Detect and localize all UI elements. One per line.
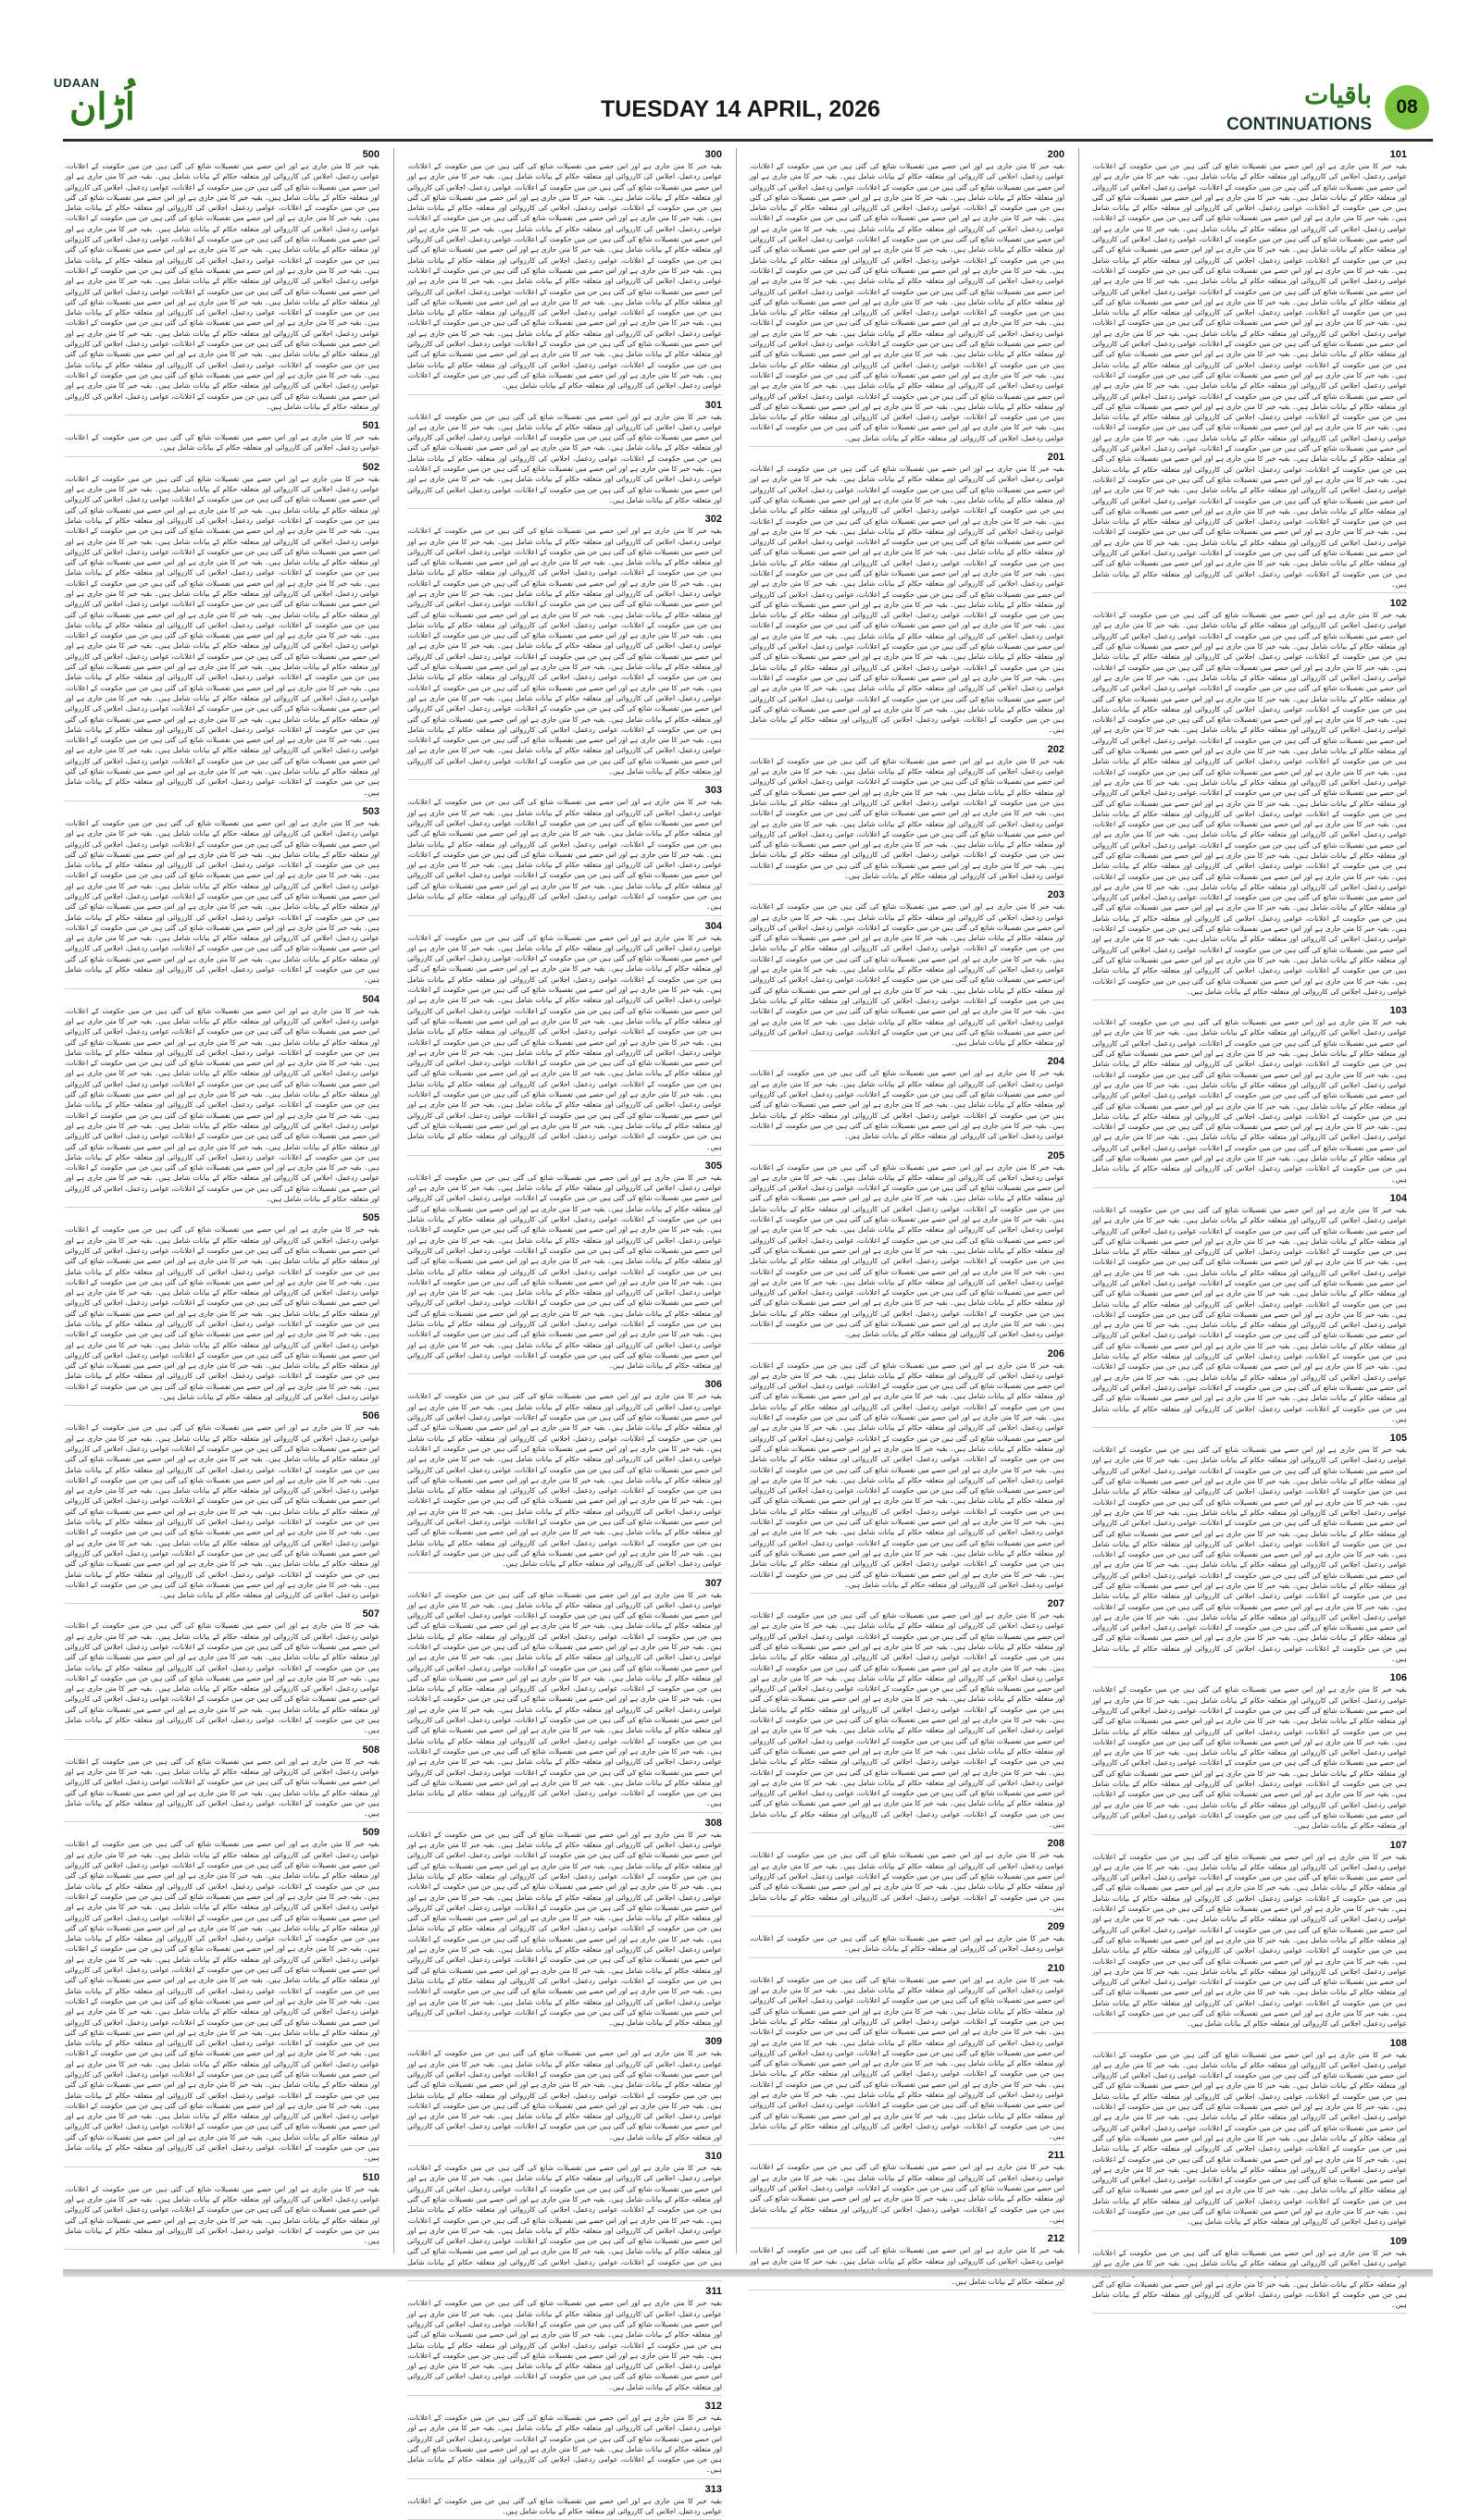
story-divider: [407, 915, 722, 916]
story-divider: [65, 415, 380, 416]
story-divider: [65, 1821, 380, 1822]
story-text: بقیہ خبر کا متن جاری ہے اور اس حصے میں تفصیلات شائع کی گئی ہیں جن میں حکومت کے اعلانات، عوامی ردعمل، اجلاس کی کارروائی اور متعلقہ حکام کے بیانات شامل ہیں۔ بقیہ خبر کا متن جاری ہے اور اس حصے میں تفصیلات شائع کی گئی ہیں جن میں حکومت کے اعلانات، عوامی ردعمل، اجلاس کی کارروائی اور متعلقہ حکام کے بیانات شامل ہیں۔ بقیہ خبر کا متن جاری ہے اور اس حصے میں تفصیلات شائع کی گئی ہیں جن میں حکومت کے اعلانات، عوامی ردعمل، اجلاس کی کارروائی اور متعلقہ حکام کے بیانات شامل ہیں۔ بقیہ خبر کا متن جاری ہے اور اس حصے میں تفصیلات شائع کی گئی ہیں جن میں حکومت کے اعلانات، عوامی ردعمل، اجلاس کی کارروائی اور متعلقہ حکام کے بیانات شامل ہیں۔ بقیہ خبر کا متن جاری ہے اور اس حصے میں تفصیلات شائع کی گئی ہیں جن میں حکومت کے اعلانات، عوامی ردعمل، اجلاس کی کارروائی اور متعلقہ حکام کے بیانات شامل ہیں۔ بقیہ خبر کا متن جاری ہے اور اس حصے میں تفصیلات شائع کی گئی ہیں جن میں حکومت کے اعلانات، عوامی ردعمل، اجلاس کی کارروائی اور متعلقہ حکام کے بیانات شامل ہیں۔ بقیہ خبر کا متن جاری ہے اور اس حصے میں تفصیلات شائع کی گئی ہیں جن میں حکومت کے اعلانات، عوامی ردعمل، اجلاس کی کارروائی اور متعلقہ حکام کے بیانات شامل ہیں۔ بقیہ خبر کا متن جاری ہے اور اس حصے میں تفصیلات شائع کی گئی ہیں جن میں حکومت کے اعلانات، عوامی ردعمل، اجلاس کی کارروائی اور متعلقہ حکام کے بیانات شامل ہیں۔ بقیہ خبر کا متن جاری ہے اور اس حصے میں تفصیلات شائع کی گئی ہیں جن میں حکومت کے اعلانات، عوامی ردعمل، اجلاس کی کارروائی اور متعلقہ حکام کے بیانات شامل ہیں۔: [750, 1975, 1064, 2141]
story-104: [1092, 1192, 1407, 1428]
story-text: بقیہ خبر کا متن جاری ہے اور اس حصے میں تفصیلات شائع کی گئی ہیں جن میں حکومت کے اعلانات، عوامی ردعمل، اجلاس کی کارروائی اور متعلقہ حکام کے بیانات شامل ہیں۔ بقیہ خبر کا متن جاری ہے اور اس حصے میں تفصیلات شائع کی گئی ہیں جن میں حکومت کے اعلانات، عوامی ردعمل، اجلاس کی کارروائی اور متعلقہ حکام کے بیانات شامل ہیں۔ بقیہ خبر کا متن جاری ہے اور اس حصے میں تفصیلات شائع کی گئی ہیں جن میں حکومت کے اعلانات، عوامی ردعمل، اجلاس کی کارروائی اور متعلقہ حکام کے بیانات شامل ہیں۔: [407, 2414, 722, 2475]
story-divider: [407, 1812, 722, 1813]
story-number: 307: [704, 1577, 722, 1589]
footer-bar: [63, 2269, 1433, 2277]
story-text: بقیہ خبر کا متن جاری ہے اور اس حصے میں تفصیلات شائع کی گئی ہیں جن میں حکومت کے اعلانات، عوامی ردعمل، اجلاس کی کارروائی اور متعلقہ حکام کے بیانات شامل ہیں۔ بقیہ خبر کا متن جاری ہے اور اس حصے میں تفصیلات شائع کی گئی ہیں جن میں حکومت کے اعلانات، عوامی ردعمل، اجلاس کی کارروائی اور متعلقہ حکام کے بیانات شامل ہیں۔ بقیہ خبر کا متن جاری ہے اور اس حصے میں تفصیلات شائع کی گئی ہیں جن میں حکومت کے اعلانات، عوامی ردعمل، اجلاس کی کارروائی اور متعلقہ حکام کے بیانات شامل ہیں۔: [750, 2163, 1064, 2224]
column-divider: [1078, 148, 1079, 2253]
story-divider: [407, 1572, 722, 1573]
story-text: بقیہ خبر کا متن جاری ہے اور اس حصے میں تفصیلات شائع کی گئی ہیں جن میں حکومت کے اعلانات، عوامی ردعمل، اجلاس کی کارروائی اور متعلقہ حکام کے بیانات شامل ہیں۔ بقیہ خبر کا متن جاری ہے اور اس حصے میں تفصیلات شائع کی گئی ہیں جن میں حکومت کے اعلانات، عوامی ردعمل، اجلاس کی کارروائی اور متعلقہ حکام کے بیانات شامل ہیں۔ بقیہ خبر کا متن جاری ہے اور اس حصے میں تفصیلات شائع کی گئی ہیں جن میں حکومت کے اعلانات، عوامی ردعمل، اجلاس کی کارروائی اور متعلقہ حکام کے بیانات شامل ہیں۔ بقیہ خبر کا متن جاری ہے اور اس حصے میں تفصیلات شائع کی گئی ہیں جن میں حکومت کے اعلانات، عوامی ردعمل، اجلاس کی کارروائی اور متعلقہ حکام کے بیانات شامل ہیں۔ بقیہ خبر کا متن جاری ہے اور اس حصے میں تفصیلات شائع کی گئی ہیں جن میں حکومت کے اعلانات، عوامی ردعمل، اجلاس کی کارروائی اور متعلقہ حکام کے بیانات شامل ہیں۔ بقیہ خبر کا متن جاری ہے اور اس حصے میں تفصیلات شائع کی گئی ہیں جن میں حکومت کے اعلانات، عوامی ردعمل، اجلاس کی کارروائی اور متعلقہ حکام کے بیانات شامل ہیں۔ بقیہ خبر کا متن جاری ہے اور اس حصے میں تفصیلات شائع کی گئی ہیں جن میں حکومت کے اعلانات، عوامی ردعمل، اجلاس کی کارروائی اور متعلقہ حکام کے بیانات شامل ہیں۔ بقیہ خبر کا متن جاری ہے اور اس حصے میں تفصیلات شائع کی گئی ہیں جن میں حکومت کے اعلانات، عوامی ردعمل، اجلاس کی کارروائی اور متعلقہ حکام کے بیانات شامل ہیں۔ بقیہ خبر کا متن جاری ہے اور اس حصے میں تفصیلات شائع کی گئی ہیں جن میں حکومت کے اعلانات، عوامی ردعمل، اجلاس کی کارروائی اور متعلقہ حکام کے بیانات شامل ہیں۔ بقیہ خبر کا متن جاری ہے اور اس حصے میں تفصیلات شائع کی گئی ہیں جن میں حکومت کے اعلانات، عوامی ردعمل، اجلاس کی کارروائی اور متعلقہ حکام کے بیانات شامل ہیں۔ بقیہ خبر کا متن جاری ہے اور اس حصے میں تفصیلات شائع کی گئی ہیں جن میں حکومت کے اعلانات، عوامی ردعمل، اجلاس کی کارروائی اور متعلقہ حکام کے بیانات شامل ہیں۔ بقیہ خبر کا متن جاری ہے اور اس حصے میں تفصیلات شائع کی گئی ہیں جن میں حکومت کے اعلانات، عوامی ردعمل، اجلاس کی کارروائی اور متعلقہ حکام کے بیانات شامل ہیں۔: [407, 933, 722, 1151]
story-number: 101: [1389, 149, 1407, 160]
story-text: بقیہ خبر کا متن جاری ہے اور اس حصے میں تفصیلات شائع کی گئی ہیں جن میں حکومت کے اعلانات، عوامی ردعمل، اجلاس کی کارروائی اور متعلقہ حکام کے بیانات شامل ہیں۔ بقیہ خبر کا متن جاری ہے اور اس حصے میں تفصیلات شائع کی گئی ہیں جن میں حکومت کے اعلانات، عوامی ردعمل، اجلاس کی کارروائی اور متعلقہ حکام کے بیانات شامل ہیں۔ بقیہ خبر کا متن جاری ہے اور اس حصے میں تفصیلات شائع کی گئی ہیں جن میں حکومت کے اعلانات، عوامی ردعمل، اجلاس کی کارروائی اور متعلقہ حکام کے بیانات شامل ہیں۔ بقیہ خبر کا متن جاری ہے اور اس حصے میں تفصیلات شائع کی گئی ہیں جن میں حکومت کے اعلانات، عوامی ردعمل، اجلاس کی کارروائی اور متعلقہ حکام کے بیانات شامل ہیں۔ بقیہ خبر کا متن جاری ہے اور اس حصے میں تفصیلات شائع کی گئی ہیں جن میں حکومت کے اعلانات، عوامی ردعمل، اجلاس کی کارروائی اور متعلقہ حکام کے بیانات شامل ہیں۔ بقیہ خبر کا متن جاری ہے اور اس حصے میں تفصیلات شائع کی گئی ہیں جن میں حکومت کے اعلانات، عوامی ردعمل، اجلاس کی کارروائی اور متعلقہ حکام کے بیانات شامل ہیں۔ بقیہ خبر کا متن جاری ہے اور اس حصے میں تفصیلات شائع کی گئی ہیں جن میں حکومت کے اعلانات، عوامی ردعمل، اجلاس کی کارروائی اور متعلقہ حکام کے بیانات شامل ہیں۔ بقیہ خبر کا متن جاری ہے اور اس حصے میں تفصیلات شائع کی گئی ہیں جن میں حکومت کے اعلانات، عوامی ردعمل، اجلاس کی کارروائی اور متعلقہ حکام کے بیانات شامل ہیں۔ بقیہ خبر کا متن جاری ہے اور اس حصے میں تفصیلات شائع کی گئی ہیں جن میں حکومت کے اعلانات، عوامی ردعمل، اجلاس کی کارروائی اور متعلقہ حکام کے بیانات شامل ہیں۔ بقیہ خبر کا متن جاری ہے اور اس حصے میں تفصیلات شائع کی گئی ہیں جن میں حکومت کے اعلانات، عوامی ردعمل، اجلاس کی کارروائی اور متعلقہ حکام کے بیانات شامل ہیں۔ بقیہ خبر کا متن جاری ہے اور اس حصے میں تفصیلات شائع کی گئی ہیں جن میں حکومت کے اعلانات، عوامی ردعمل، اجلاس کی کارروائی اور متعلقہ حکام کے بیانات شامل ہیں۔ بقیہ خبر کا متن جاری ہے اور اس حصے میں تفصیلات شائع کی گئی ہیں جن میں حکومت کے اعلانات، عوامی ردعمل، اجلاس کی کارروائی اور متعلقہ حکام کے بیانات شامل ہیں۔ بقیہ خبر کا متن جاری ہے اور اس حصے میں تفصیلات شائع کی گئی ہیں جن میں حکومت کے اعلانات، عوامی ردعمل، اجلاس کی کارروائی اور متعلقہ حکام کے بیانات شامل ہیں۔ بقیہ خبر کا متن جاری ہے اور اس حصے میں تفصیلات شائع کی گئی ہیں جن میں حکومت کے اعلانات، عوامی ردعمل، اجلاس کی کارروائی اور متعلقہ حکام کے بیانات شامل ہیں۔ بقیہ خبر کا متن جاری ہے اور اس حصے میں تفصیلات شائع کی گئی ہیں جن میں حکومت کے اعلانات، عوامی ردعمل، اجلاس کی کارروائی اور متعلقہ حکام کے بیانات شامل ہیں۔ بقیہ خبر کا متن جاری ہے اور اس حصے میں تفصیلات شائع کی گئی ہیں جن میں حکومت کے اعلانات، عوامی ردعمل، اجلاس کی کارروائی اور متعلقہ حکام کے بیانات شامل ہیں۔ بقیہ خبر کا متن جاری ہے اور اس حصے میں تفصیلات شائع کی گئی ہیں جن میں حکومت کے اعلانات، عوامی ردعمل، اجلاس کی کارروائی اور متعلقہ حکام کے بیانات شامل ہیں۔ بقیہ خبر کا متن جاری ہے اور اس حصے میں تفصیلات شائع کی گئی ہیں جن میں حکومت کے اعلانات، عوامی ردعمل، اجلاس کی کارروائی اور متعلقہ حکام کے بیانات شامل ہیں۔ بقیہ خبر کا متن جاری ہے اور اس حصے میں تفصیلات شائع کی گئی ہیں جن میں حکومت کے اعلانات، عوامی ردعمل، اجلاس کی کارروائی اور متعلقہ حکام کے بیانات شامل ہیں۔ بقیہ خبر کا متن جاری ہے اور اس حصے میں تفصیلات شائع کی گئی ہیں جن میں حکومت کے اعلانات، عوامی ردعمل، اجلاس کی کارروائی اور متعلقہ حکام کے بیانات شامل ہیں۔ بقیہ خبر کا متن جاری ہے اور اس حصے میں تفصیلات شائع کی گئی ہیں جن میں حکومت کے اعلانات، عوامی ردعمل، اجلاس کی کارروائی اور متعلقہ حکام کے بیانات شامل ہیں۔ بقیہ خبر کا متن جاری ہے اور اس حصے میں تفصیلات شائع کی گئی ہیں جن میں حکومت کے اعلانات، عوامی ردعمل، اجلاس کی کارروائی اور متعلقہ حکام کے بیانات شامل ہیں۔: [1092, 611, 1407, 996]
story-510: [65, 2171, 380, 2251]
story-divider: [750, 1957, 1064, 1958]
story-number: 304: [704, 920, 722, 932]
story-divider: [65, 1207, 380, 1208]
story-text: بقیہ خبر کا متن جاری ہے اور اس حصے میں تفصیلات شائع کی گئی ہیں جن میں حکومت کے اعلانات، عوامی ردعمل، اجلاس کی کارروائی اور متعلقہ حکام کے بیانات شامل ہیں۔ بقیہ خبر کا متن جاری ہے اور اس حصے میں تفصیلات شائع کی گئی ہیں جن میں حکومت کے اعلانات، عوامی ردعمل، اجلاس کی کارروائی اور متعلقہ حکام کے بیانات شامل ہیں۔ بقیہ خبر کا متن جاری ہے اور اس حصے میں تفصیلات شائع کی گئی ہیں جن میں حکومت کے اعلانات، عوامی ردعمل، اجلاس کی کارروائی اور متعلقہ حکام کے بیانات شامل ہیں۔ بقیہ خبر کا متن جاری ہے اور اس حصے میں تفصیلات شائع کی گئی ہیں جن میں حکومت کے اعلانات، عوامی ردعمل، اجلاس کی کارروائی اور متعلقہ حکام کے بیانات شامل ہیں۔ بقیہ خبر کا متن جاری ہے اور اس حصے میں تفصیلات شائع کی گئی ہیں جن میں حکومت کے اعلانات، عوامی ردعمل، اجلاس کی کارروائی اور متعلقہ حکام کے بیانات شامل ہیں۔ بقیہ خبر کا متن جاری ہے اور اس حصے میں تفصیلات شائع کی گئی ہیں جن میں حکومت کے اعلانات، عوامی ردعمل، اجلاس کی کارروائی اور متعلقہ حکام کے بیانات شامل ہیں۔ بقیہ خبر کا متن جاری ہے اور اس حصے میں تفصیلات شائع کی گئی ہیں جن میں حکومت کے اعلانات، عوامی ردعمل، اجلاس کی کارروائی اور متعلقہ حکام کے بیانات شامل ہیں۔ بقیہ خبر کا متن جاری ہے اور اس حصے میں تفصیلات شائع کی گئی ہیں جن میں حکومت کے اعلانات، عوامی ردعمل، اجلاس کی کارروائی اور متعلقہ حکام کے بیانات شامل ہیں۔ بقیہ خبر کا متن جاری ہے اور اس حصے میں تفصیلات شائع کی گئی ہیں جن میں حکومت کے اعلانات، عوامی ردعمل، اجلاس کی کارروائی اور متعلقہ حکام کے بیانات شامل ہیں۔ بقیہ خبر کا متن جاری ہے اور اس حصے میں تفصیلات شائع کی گئی ہیں جن میں حکومت کے اعلانات، عوامی ردعمل، اجلاس کی کارروائی اور متعلقہ حکام کے بیانات شامل ہیں۔ بقیہ خبر کا متن جاری ہے اور اس حصے میں تفصیلات شائع کی گئی ہیں جن میں حکومت کے اعلانات، عوامی ردعمل، اجلاس کی کارروائی اور متعلقہ حکام کے بیانات شامل ہیں۔ بقیہ خبر کا متن جاری ہے اور اس حصے میں تفصیلات شائع کی گئی ہیں جن میں حکومت کے اعلانات، عوامی ردعمل، اجلاس کی کارروائی اور متعلقہ حکام کے بیانات شامل ہیں۔: [750, 1611, 1064, 1830]
story-text: بقیہ خبر کا متن جاری ہے اور اس حصے میں تفصیلات شائع کی گئی ہیں جن میں حکومت کے اعلانات، عوامی ردعمل، اجلاس کی کارروائی اور متعلقہ حکام کے بیانات شامل ہیں۔ بقیہ خبر کا متن جاری ہے اور اس حصے میں تفصیلات شائع کی گئی ہیں جن میں حکومت کے اعلانات، عوامی ردعمل، اجلاس کی کارروائی اور متعلقہ حکام کے بیانات شامل ہیں۔ بقیہ خبر کا متن جاری ہے اور اس حصے میں تفصیلات شائع کی گئی ہیں جن میں حکومت کے اعلانات، عوامی ردعمل، اجلاس کی کارروائی اور متعلقہ حکام کے بیانات شامل ہیں۔ بقیہ خبر کا متن جاری ہے اور اس حصے میں تفصیلات شائع کی گئی ہیں جن میں حکومت کے اعلانات، عوامی ردعمل، اجلاس کی کارروائی اور متعلقہ حکام کے بیانات شامل ہیں۔ بقیہ خبر کا متن جاری ہے اور اس حصے میں تفصیلات شائع کی گئی ہیں جن میں حکومت کے اعلانات، عوامی ردعمل، اجلاس کی کارروائی اور متعلقہ حکام کے بیانات شامل ہیں۔ بقیہ خبر کا متن جاری ہے اور اس حصے میں تفصیلات شائع کی گئی ہیں جن میں حکومت کے اعلانات، عوامی ردعمل، اجلاس کی کارروائی اور متعلقہ حکام کے بیانات شامل ہیں۔ بقیہ خبر کا متن جاری ہے اور اس حصے میں تفصیلات شائع کی گئی ہیں جن میں حکومت کے اعلانات، عوامی ردعمل، اجلاس کی کارروائی اور متعلقہ حکام کے بیانات شامل ہیں۔ بقیہ خبر کا متن جاری ہے اور اس حصے میں تفصیلات شائع کی گئی ہیں جن میں حکومت کے اعلانات، عوامی ردعمل، اجلاس کی کارروائی اور متعلقہ حکام کے بیانات شامل ہیں۔ بقیہ خبر کا متن جاری ہے اور اس حصے میں تفصیلات شائع کی گئی ہیں جن میں حکومت کے اعلانات، عوامی ردعمل، اجلاس کی کارروائی اور متعلقہ حکام کے بیانات شامل ہیں۔ بقیہ خبر کا متن جاری ہے اور اس حصے میں تفصیلات شائع کی گئی ہیں جن میں حکومت کے اعلانات، عوامی ردعمل، اجلاس کی کارروائی اور متعلقہ حکام کے بیانات شامل ہیں۔ بقیہ خبر کا متن جاری ہے اور اس حصے میں تفصیلات شائع کی گئی ہیں جن میں حکومت کے اعلانات، عوامی ردعمل، اجلاس کی کارروائی اور متعلقہ حکام کے بیانات شامل ہیں۔ بقیہ خبر کا متن جاری ہے اور اس حصے میں تفصیلات شائع کی گئی ہیں جن میں حکومت کے اعلانات، عوامی ردعمل، اجلاس کی کارروائی اور متعلقہ حکام کے بیانات شامل ہیں۔ بقیہ خبر کا متن جاری ہے اور اس حصے میں تفصیلات شائع کی گئی ہیں جن میں حکومت کے اعلانات، عوامی ردعمل، اجلاس کی کارروائی اور متعلقہ حکام کے بیانات شامل ہیں۔ بقیہ خبر کا متن جاری ہے اور اس حصے میں تفصیلات شائع کی گئی ہیں جن میں حکومت کے اعلانات، عوامی ردعمل، اجلاس کی کارروائی اور متعلقہ حکام کے بیانات شامل ہیں۔ بقیہ خبر کا متن جاری ہے اور اس حصے میں تفصیلات شائع کی گئی ہیں جن میں حکومت کے اعلانات، عوامی ردعمل، اجلاس کی کارروائی اور متعلقہ حکام کے بیانات شامل ہیں۔ بقیہ خبر کا متن جاری ہے اور اس حصے میں تفصیلات شائع کی گئی ہیں جن میں حکومت کے اعلانات، عوامی ردعمل، اجلاس کی کارروائی اور متعلقہ حکام کے بیانات شامل ہیں۔ بقیہ خبر کا متن جاری ہے اور اس حصے میں تفصیلات شائع کی گئی ہیں جن میں حکومت کے اعلانات، عوامی ردعمل، اجلاس کی کارروائی اور متعلقہ حکام کے بیانات شامل ہیں۔ بقیہ خبر کا متن جاری ہے اور اس حصے میں تفصیلات شائع کی گئی ہیں جن میں حکومت کے اعلانات، عوامی ردعمل، اجلاس کی کارروائی اور متعلقہ حکام کے بیانات شامل ہیں۔ بقیہ خبر کا متن جاری ہے اور اس حصے میں تفصیلات شائع کی گئی ہیں جن میں حکومت کے اعلانات، عوامی ردعمل، اجلاس کی کارروائی اور متعلقہ حکام کے بیانات شامل ہیں۔ بقیہ خبر کا متن جاری ہے اور اس حصے میں تفصیلات شائع کی گئی ہیں جن میں حکومت کے اعلانات، عوامی ردعمل، اجلاس کی کارروائی اور متعلقہ حکام کے بیانات شامل ہیں۔ بقیہ خبر کا متن جاری ہے اور اس حصے میں تفصیلات شائع کی گئی ہیں جن میں حکومت کے اعلانات، عوامی ردعمل، اجلاس کی کارروائی اور متعلقہ حکام کے بیانات شامل ہیں۔ بقیہ خبر کا متن جاری ہے اور اس حصے میں تفصیلات شائع کی گئی ہیں جن میں حکومت کے اعلانات، عوامی ردعمل، اجلاس کی کارروائی اور متعلقہ حکام کے بیانات شامل ہیں۔ بقیہ خبر کا متن جاری ہے اور اس حصے میں تفصیلات شائع کی گئی ہیں جن میں حکومت کے اعلانات، عوامی ردعمل، اجلاس کی کارروائی اور متعلقہ حکام کے بیانات شامل ہیں۔ بقیہ خبر کا متن جاری ہے اور اس حصے میں تفصیلات شائع کی گئی ہیں جن میں حکومت کے اعلانات، عوامی ردعمل، اجلاس کی کارروائی اور متعلقہ حکام کے بیانات شامل ہیں۔: [1092, 162, 1407, 589]
story-divider: [407, 779, 722, 780]
story-divider: [750, 446, 1064, 447]
story-509: [65, 1826, 380, 2166]
story-text: بقیہ خبر کا متن جاری ہے اور اس حصے میں تفصیلات شائع کی گئی ہیں جن میں حکومت کے اعلانات، عوامی ردعمل، اجلاس کی کارروائی اور متعلقہ حکام کے بیانات شامل ہیں۔ بقیہ خبر کا متن جاری ہے اور اس حصے میں تفصیلات شائع کی گئی ہیں جن میں حکومت کے اعلانات، عوامی ردعمل، اجلاس کی کارروائی اور متعلقہ حکام کے بیانات شامل ہیں۔ بقیہ خبر کا متن جاری ہے اور اس حصے میں تفصیلات شائع کی گئی ہیں جن میں حکومت کے اعلانات، عوامی ردعمل، اجلاس کی کارروائی اور متعلقہ حکام کے بیانات شامل ہیں۔ بقیہ خبر کا متن جاری ہے اور اس حصے میں تفصیلات شائع کی گئی ہیں جن میں حکومت کے اعلانات، عوامی ردعمل، اجلاس کی کارروائی اور متعلقہ حکام کے بیانات شامل ہیں۔ بقیہ خبر کا متن جاری ہے اور اس حصے میں تفصیلات شائع کی گئی ہیں جن میں حکومت کے اعلانات، عوامی ردعمل، اجلاس کی کارروائی اور متعلقہ حکام کے بیانات شامل ہیں۔: [407, 2049, 722, 2141]
story-divider: [407, 2280, 722, 2281]
story-number: 303: [704, 785, 722, 797]
story-text: بقیہ خبر کا متن جاری ہے اور اس حصے میں تفصیلات شائع کی گئی ہیں جن میں حکومت کے اعلانات، عوامی ردعمل، اجلاس کی کارروائی اور متعلقہ حکام کے بیانات شامل ہیں۔ بقیہ خبر کا متن جاری ہے اور اس حصے میں تفصیلات شائع کی گئی ہیں جن میں حکومت کے اعلانات، عوامی ردعمل، اجلاس کی کارروائی اور متعلقہ حکام کے بیانات شامل ہیں۔ بقیہ خبر کا متن جاری ہے اور اس حصے میں تفصیلات شائع کی گئی ہیں جن میں حکومت کے اعلانات، عوامی ردعمل، اجلاس کی کارروائی اور متعلقہ حکام کے بیانات شامل ہیں۔ بقیہ خبر کا متن جاری ہے اور اس حصے میں تفصیلات شائع کی گئی ہیں جن میں حکومت کے اعلانات، عوامی ردعمل، اجلاس کی کارروائی اور متعلقہ حکام کے بیانات شامل ہیں۔ بقیہ خبر کا متن جاری ہے اور اس حصے میں تفصیلات شائع کی گئی ہیں جن میں حکومت کے اعلانات، عوامی ردعمل، اجلاس کی کارروائی اور متعلقہ حکام کے بیانات شامل ہیں۔ بقیہ خبر کا متن جاری ہے اور اس حصے میں تفصیلات شائع کی گئی ہیں جن میں حکومت کے اعلانات، عوامی ردعمل، اجلاس کی کارروائی اور متعلقہ حکام کے بیانات شامل ہیں۔ بقیہ خبر کا متن جاری ہے اور اس حصے میں تفصیلات شائع کی گئی ہیں جن میں حکومت کے اعلانات، عوامی ردعمل، اجلاس کی کارروائی اور متعلقہ حکام کے بیانات شامل ہیں۔ بقیہ خبر کا متن جاری ہے اور اس حصے میں تفصیلات شائع کی گئی ہیں جن میں حکومت کے اعلانات، عوامی ردعمل، اجلاس کی کارروائی اور متعلقہ حکام کے بیانات شامل ہیں۔ بقیہ خبر کا متن جاری ہے اور اس حصے میں تفصیلات شائع کی گئی ہیں جن میں حکومت کے اعلانات، عوامی ردعمل، اجلاس کی کارروائی اور متعلقہ حکام کے بیانات شامل ہیں۔ بقیہ خبر کا متن جاری ہے اور اس حصے میں تفصیلات شائع کی گئی ہیں جن میں حکومت کے اعلانات، عوامی ردعمل، اجلاس کی کارروائی اور متعلقہ حکام کے بیانات شامل ہیں۔ بقیہ خبر کا متن جاری ہے اور اس حصے میں تفصیلات شائع کی گئی ہیں جن میں حکومت کے اعلانات، عوامی ردعمل، اجلاس کی کارروائی اور متعلقہ حکام کے بیانات شامل ہیں۔ بقیہ خبر کا متن جاری ہے اور اس حصے میں تفصیلات شائع کی گئی ہیں جن میں حکومت کے اعلانات، عوامی ردعمل، اجلاس کی کارروائی اور متعلقہ حکام کے بیانات شامل ہیں۔ بقیہ خبر کا متن جاری ہے اور اس حصے میں تفصیلات شائع کی گئی ہیں جن میں حکومت کے اعلانات، عوامی ردعمل، اجلاس کی کارروائی اور متعلقہ حکام کے بیانات شامل ہیں۔: [407, 162, 722, 391]
story-102: [1092, 597, 1407, 1000]
story-number: 202: [1047, 743, 1064, 755]
brand-urdu-logo: اُڑان: [69, 85, 135, 129]
story-202: [750, 743, 1064, 886]
story-divider: [407, 2395, 722, 2396]
story-number: 309: [704, 2036, 722, 2048]
column-3: [407, 148, 722, 2516]
story-text: بقیہ خبر کا متن جاری ہے اور اس حصے میں تفصیلات شائع کی گئی ہیں جن میں حکومت کے اعلانات، عوامی ردعمل، اجلاس کی کارروائی اور متعلقہ حکام کے بیانات شامل ہیں۔ بقیہ خبر کا متن جاری ہے اور اس حصے میں تفصیلات شائع کی گئی ہیں جن میں حکومت کے اعلانات، عوامی ردعمل، اجلاس کی کارروائی اور متعلقہ حکام کے بیانات شامل ہیں۔ بقیہ خبر کا متن جاری ہے اور اس حصے میں تفصیلات شائع کی گئی ہیں جن میں حکومت کے اعلانات، عوامی ردعمل، اجلاس کی کارروائی اور متعلقہ حکام کے بیانات شامل ہیں۔ بقیہ خبر کا متن جاری ہے اور اس حصے میں تفصیلات شائع کی گئی ہیں جن میں حکومت کے اعلانات، عوامی ردعمل، اجلاس کی کارروائی اور متعلقہ حکام کے بیانات شامل ہیں۔ بقیہ خبر کا متن جاری ہے اور اس حصے میں تفصیلات شائع کی گئی ہیں جن میں حکومت کے اعلانات، عوامی ردعمل، اجلاس کی کارروائی اور متعلقہ حکام کے بیانات شامل ہیں۔ بقیہ خبر کا متن جاری ہے اور اس حصے میں تفصیلات شائع کی گئی ہیں جن میں حکومت کے اعلانات، عوامی ردعمل، اجلاس کی کارروائی اور متعلقہ حکام کے بیانات شامل ہیں۔: [65, 1621, 380, 1735]
story-divider: [750, 1343, 1064, 1344]
story-503: [65, 805, 380, 989]
story-501: [65, 419, 380, 457]
story-divider: [65, 1603, 380, 1604]
story-number: 502: [362, 461, 380, 473]
story-divider: [1092, 1187, 1407, 1188]
story-number: 510: [362, 2171, 380, 2183]
story-number: 200: [1047, 149, 1064, 160]
story-number: 302: [704, 514, 722, 526]
story-text: بقیہ خبر کا متن جاری ہے اور اس حصے میں تفصیلات شائع کی گئی ہیں جن میں حکومت کے اعلانات، عوامی ردعمل، اجلاس کی کارروائی اور متعلقہ حکام کے بیانات شامل ہیں۔ بقیہ خبر کا متن جاری ہے اور اس حصے میں تفصیلات شائع کی گئی ہیں جن میں حکومت کے اعلانات، عوامی ردعمل، اجلاس کی کارروائی اور متعلقہ حکام کے بیانات شامل ہیں۔ بقیہ خبر کا متن جاری ہے اور اس حصے میں تفصیلات شائع کی گئی ہیں جن میں حکومت کے اعلانات، عوامی ردعمل، اجلاس کی کارروائی اور متعلقہ حکام کے بیانات شامل ہیں۔: [65, 2184, 380, 2246]
story-208: [750, 1837, 1064, 1917]
story-number: 310: [704, 2151, 722, 2163]
story-301: [407, 399, 722, 510]
story-text: بقیہ خبر کا متن جاری ہے اور اس حصے میں تفصیلات شائع کی گئی ہیں جن میں حکومت کے اعلانات، عوامی ردعمل، اجلاس کی کارروائی اور متعلقہ حکام کے بیانات شامل ہیں۔ بقیہ خبر کا متن جاری ہے اور اس حصے میں تفصیلات شائع کی گئی ہیں جن میں حکومت کے اعلانات، عوامی ردعمل، اجلاس کی کارروائی اور متعلقہ حکام کے بیانات شامل ہیں۔ بقیہ خبر کا متن جاری ہے اور اس حصے میں تفصیلات شائع کی گئی ہیں جن میں حکومت کے اعلانات، عوامی ردعمل، اجلاس کی کارروائی اور متعلقہ حکام کے بیانات شامل ہیں۔: [65, 1757, 380, 1819]
story-text: بقیہ خبر کا متن جاری ہے اور اس حصے میں تفصیلات شائع کی گئی ہیں جن میں حکومت کے اعلانات، عوامی ردعمل، اجلاس کی کارروائی اور متعلقہ حکام کے بیانات شامل ہیں۔ بقیہ خبر کا متن جاری ہے اور اس حصے میں تفصیلات شائع کی گئی ہیں جن میں حکومت کے اعلانات، عوامی ردعمل، اجلاس کی کارروائی اور متعلقہ حکام کے بیانات شامل ہیں۔ بقیہ خبر کا متن جاری ہے اور اس حصے میں تفصیلات شائع کی گئی ہیں جن میں حکومت کے اعلانات، عوامی ردعمل، اجلاس کی کارروائی اور متعلقہ حکام کے بیانات شامل ہیں۔ بقیہ خبر کا متن جاری ہے اور اس حصے میں تفصیلات شائع کی گئی ہیں جن میں حکومت کے اعلانات، عوامی ردعمل، اجلاس کی کارروائی اور متعلقہ حکام کے بیانات شامل ہیں۔ بقیہ خبر کا متن جاری ہے اور اس حصے میں تفصیلات شائع کی گئی ہیں جن میں حکومت کے اعلانات، عوامی ردعمل، اجلاس کی کارروائی اور متعلقہ حکام کے بیانات شامل ہیں۔ بقیہ خبر کا متن جاری ہے اور اس حصے میں تفصیلات شائع کی گئی ہیں جن میں حکومت کے اعلانات، عوامی ردعمل، اجلاس کی کارروائی اور متعلقہ حکام کے بیانات شامل ہیں۔ بقیہ خبر کا متن جاری ہے اور اس حصے میں تفصیلات شائع کی گئی ہیں جن میں حکومت کے اعلانات، عوامی ردعمل، اجلاس کی کارروائی اور متعلقہ حکام کے بیانات شامل ہیں۔ بقیہ خبر کا متن جاری ہے اور اس حصے میں تفصیلات شائع کی گئی ہیں جن میں حکومت کے اعلانات، عوامی ردعمل، اجلاس کی کارروائی اور متعلقہ حکام کے بیانات شامل ہیں۔ بقیہ خبر کا متن جاری ہے اور اس حصے میں تفصیلات شائع کی گئی ہیں جن میں حکومت کے اعلانات، عوامی ردعمل، اجلاس کی کارروائی اور متعلقہ حکام کے بیانات شامل ہیں۔ بقیہ خبر کا متن جاری ہے اور اس حصے میں تفصیلات شائع کی گئی ہیں جن میں حکومت کے اعلانات، عوامی ردعمل، اجلاس کی کارروائی اور متعلقہ حکام کے بیانات شامل ہیں۔ بقیہ خبر کا متن جاری ہے اور اس حصے میں تفصیلات شائع کی گئی ہیں جن میں حکومت کے اعلانات، عوامی ردعمل، اجلاس کی کارروائی اور متعلقہ حکام کے بیانات شامل ہیں۔ بقیہ خبر کا متن جاری ہے اور اس حصے میں تفصیلات شائع کی گئی ہیں جن میں حکومت کے اعلانات، عوامی ردعمل، اجلاس کی کارروائی اور متعلقہ حکام کے بیانات شامل ہیں۔: [1092, 1446, 1407, 1664]
story-106: [1092, 1671, 1407, 1834]
story-divider: [65, 2249, 380, 2250]
story-divider: [407, 2478, 722, 2479]
story-310: [407, 2150, 722, 2281]
story-number: 205: [1047, 1149, 1064, 1161]
story-text: بقیہ خبر کا متن جاری ہے اور اس حصے میں تفصیلات شائع کی گئی ہیں جن میں حکومت کے اعلانات، عوامی ردعمل، اجلاس کی کارروائی اور متعلقہ حکام کے بیانات شامل ہیں۔ بقیہ خبر کا متن جاری ہے اور اس حصے میں تفصیلات شائع کی گئی ہیں جن میں حکومت کے اعلانات، عوامی ردعمل، اجلاس کی کارروائی اور متعلقہ حکام کے بیانات شامل ہیں۔ بقیہ خبر کا متن جاری ہے اور اس حصے میں تفصیلات شائع کی گئی ہیں جن میں حکومت کے اعلانات، عوامی ردعمل، اجلاس کی کارروائی اور متعلقہ حکام کے بیانات شامل ہیں۔ بقیہ خبر کا متن جاری ہے اور اس حصے میں تفصیلات شائع کی گئی ہیں جن میں حکومت کے اعلانات، عوامی ردعمل، اجلاس کی کارروائی اور متعلقہ حکام کے بیانات شامل ہیں۔ بقیہ خبر کا متن جاری ہے اور اس حصے میں تفصیلات شائع کی گئی ہیں جن میں حکومت کے اعلانات، عوامی ردعمل، اجلاس کی کارروائی اور متعلقہ حکام کے بیانات شامل ہیں۔ بقیہ خبر کا متن جاری ہے اور اس حصے میں تفصیلات شائع کی گئی ہیں جن میں حکومت کے اعلانات، عوامی ردعمل، اجلاس کی کارروائی اور متعلقہ حکام کے بیانات شامل ہیں۔ بقیہ خبر کا متن جاری ہے اور اس حصے میں تفصیلات شائع کی گئی ہیں جن میں حکومت کے اعلانات، عوامی ردعمل، اجلاس کی کارروائی اور متعلقہ حکام کے بیانات شامل ہیں۔ بقیہ خبر کا متن جاری ہے اور اس حصے میں تفصیلات شائع کی گئی ہیں جن میں حکومت کے اعلانات، عوامی ردعمل، اجلاس کی کارروائی اور متعلقہ حکام کے بیانات شامل ہیں۔ بقیہ خبر کا متن جاری ہے اور اس حصے میں تفصیلات شائع کی گئی ہیں جن میں حکومت کے اعلانات، عوامی ردعمل، اجلاس کی کارروائی اور متعلقہ حکام کے بیانات شامل ہیں۔ بقیہ خبر کا متن جاری ہے اور اس حصے میں تفصیلات شائع کی گئی ہیں جن میں حکومت کے اعلانات، عوامی ردعمل، اجلاس کی کارروائی اور متعلقہ حکام کے بیانات شامل ہیں۔ بقیہ خبر کا متن جاری ہے اور اس حصے میں تفصیلات شائع کی گئی ہیں جن میں حکومت کے اعلانات، عوامی ردعمل، اجلاس کی کارروائی اور متعلقہ حکام کے بیانات شامل ہیں۔ بقیہ خبر کا متن جاری ہے اور اس حصے میں تفصیلات شائع کی گئی ہیں جن میں حکومت کے اعلانات، عوامی ردعمل، اجلاس کی کارروائی اور متعلقہ حکام کے بیانات شامل ہیں۔ بقیہ خبر کا متن جاری ہے اور اس حصے میں تفصیلات شائع کی گئی ہیں جن میں حکومت کے اعلانات، عوامی ردعمل، اجلاس کی کارروائی اور متعلقہ حکام کے بیانات شامل ہیں۔ بقیہ خبر کا متن جاری ہے اور اس حصے میں تفصیلات شائع کی گئی ہیں جن میں حکومت کے اعلانات، عوامی ردعمل، اجلاس کی کارروائی اور متعلقہ حکام کے بیانات شامل ہیں۔ بقیہ خبر کا متن جاری ہے اور اس حصے میں تفصیلات شائع کی گئی ہیں جن میں حکومت کے اعلانات، عوامی ردعمل، اجلاس کی کارروائی اور متعلقہ حکام کے بیانات شامل ہیں۔ بقیہ خبر کا متن جاری ہے اور اس حصے میں تفصیلات شائع کی گئی ہیں جن میں حکومت کے اعلانات، عوامی ردعمل، اجلاس کی کارروائی اور متعلقہ حکام کے بیانات شامل ہیں۔: [750, 162, 1064, 442]
story-text: بقیہ خبر کا متن جاری ہے اور اس حصے میں تفصیلات شائع کی گئی ہیں جن میں حکومت کے اعلانات، عوامی ردعمل، اجلاس کی کارروائی اور متعلقہ حکام کے بیانات شامل ہیں۔ بقیہ خبر کا متن جاری ہے اور اس حصے میں تفصیلات شائع کی گئی ہیں جن میں حکومت کے اعلانات، عوامی ردعمل، اجلاس کی کارروائی اور متعلقہ حکام کے بیانات شامل ہیں۔ بقیہ خبر کا متن جاری ہے اور اس حصے میں تفصیلات شائع کی گئی ہیں جن میں حکومت کے اعلانات، عوامی ردعمل، اجلاس کی کارروائی اور متعلقہ حکام کے بیانات شامل ہیں۔ بقیہ خبر کا متن جاری ہے اور اس حصے میں تفصیلات شائع کی گئی ہیں جن میں حکومت کے اعلانات، عوامی ردعمل، اجلاس کی کارروائی اور متعلقہ حکام کے بیانات شامل ہیں۔ بقیہ خبر کا متن جاری ہے اور اس حصے میں تفصیلات شائع کی گئی ہیں جن میں حکومت کے اعلانات، عوامی ردعمل، اجلاس کی کارروائی اور متعلقہ حکام کے بیانات شامل ہیں۔ بقیہ خبر کا متن جاری ہے اور اس حصے میں تفصیلات شائع کی گئی ہیں جن میں حکومت کے اعلانات، عوامی ردعمل، اجلاس کی کارروائی اور متعلقہ حکام کے بیانات شامل ہیں۔ بقیہ خبر کا متن جاری ہے اور اس حصے میں تفصیلات شائع کی گئی ہیں جن میں حکومت کے اعلانات، عوامی ردعمل، اجلاس کی کارروائی اور متعلقہ حکام کے بیانات شامل ہیں۔ بقیہ خبر کا متن جاری ہے اور اس حصے میں تفصیلات شائع کی گئی ہیں جن میں حکومت کے اعلانات، عوامی ردعمل، اجلاس کی کارروائی اور متعلقہ حکام کے بیانات شامل ہیں۔ بقیہ خبر کا متن جاری ہے اور اس حصے میں تفصیلات شائع کی گئی ہیں جن میں حکومت کے اعلانات، عوامی ردعمل، اجلاس کی کارروائی اور متعلقہ حکام کے بیانات شامل ہیں۔ بقیہ خبر کا متن جاری ہے اور اس حصے میں تفصیلات شائع کی گئی ہیں جن میں حکومت کے اعلانات، عوامی ردعمل، اجلاس کی کارروائی اور متعلقہ حکام کے بیانات شامل ہیں۔ بقیہ خبر کا متن جاری ہے اور اس حصے میں تفصیلات شائع کی گئی ہیں جن میں حکومت کے اعلانات، عوامی ردعمل، اجلاس کی کارروائی اور متعلقہ حکام کے بیانات شامل ہیں۔ بقیہ خبر کا متن جاری ہے اور اس حصے میں تفصیلات شائع کی گئی ہیں جن میں حکومت کے اعلانات، عوامی ردعمل، اجلاس کی کارروائی اور متعلقہ حکام کے بیانات شامل ہیں۔ بقیہ خبر کا متن جاری ہے اور اس حصے میں تفصیلات شائع کی گئی ہیں جن میں حکومت کے اعلانات، عوامی ردعمل، اجلاس کی کارروائی اور متعلقہ حکام کے بیانات شامل ہیں۔: [750, 1360, 1064, 1589]
story-number: 509: [362, 1827, 380, 1839]
story-divider: [750, 884, 1064, 885]
story-text: بقیہ خبر کا متن جاری ہے اور اس حصے میں تفصیلات شائع کی گئی ہیں جن میں حکومت کے اعلانات، عوامی ردعمل، اجلاس کی کارروائی اور متعلقہ حکام کے بیانات شامل ہیں۔ بقیہ خبر کا متن جاری ہے اور اس حصے میں تفصیلات شائع کی گئی ہیں جن میں حکومت کے اعلانات، عوامی ردعمل، اجلاس کی کارروائی اور متعلقہ حکام کے بیانات شامل ہیں۔ بقیہ خبر کا متن جاری ہے اور اس حصے میں تفصیلات شائع کی گئی ہیں جن میں حکومت کے اعلانات، عوامی ردعمل، اجلاس کی کارروائی اور متعلقہ حکام کے بیانات شامل ہیں۔ بقیہ خبر کا متن جاری ہے اور اس حصے میں تفصیلات شائع کی گئی ہیں جن میں حکومت کے اعلانات، عوامی ردعمل، اجلاس کی کارروائی اور متعلقہ حکام کے بیانات شامل ہیں۔ بقیہ خبر کا متن جاری ہے اور اس حصے میں تفصیلات شائع کی گئی ہیں جن میں حکومت کے اعلانات، عوامی ردعمل، اجلاس کی کارروائی اور متعلقہ حکام کے بیانات شامل ہیں۔ بقیہ خبر کا متن جاری ہے اور اس حصے میں تفصیلات شائع کی گئی ہیں جن میں حکومت کے اعلانات، عوامی ردعمل، اجلاس کی کارروائی اور متعلقہ حکام کے بیانات شامل ہیں۔ بقیہ خبر کا متن جاری ہے اور اس حصے میں تفصیلات شائع کی گئی ہیں جن میں حکومت کے اعلانات، عوامی ردعمل، اجلاس کی کارروائی اور متعلقہ حکام کے بیانات شامل ہیں۔ بقیہ خبر کا متن جاری ہے اور اس حصے میں تفصیلات شائع کی گئی ہیں جن میں حکومت کے اعلانات، عوامی ردعمل، اجلاس کی کارروائی اور متعلقہ حکام کے بیانات شامل ہیں۔ بقیہ خبر کا متن جاری ہے اور اس حصے میں تفصیلات شائع کی گئی ہیں جن میں حکومت کے اعلانات، عوامی ردعمل، اجلاس کی کارروائی اور متعلقہ حکام کے بیانات شامل ہیں۔ بقیہ خبر کا متن جاری ہے اور اس حصے میں تفصیلات شائع کی گئی ہیں جن میں حکومت کے اعلانات، عوامی ردعمل، اجلاس کی کارروائی اور متعلقہ حکام کے بیانات شامل ہیں۔ بقیہ خبر کا متن جاری ہے اور اس حصے میں تفصیلات شائع کی گئی ہیں جن میں حکومت کے اعلانات، عوامی ردعمل، اجلاس کی کارروائی اور متعلقہ حکام کے بیانات شامل ہیں۔ بقیہ خبر کا متن جاری ہے اور اس حصے میں تفصیلات شائع کی گئی ہیں جن میں حکومت کے اعلانات، عوامی ردعمل، اجلاس کی کارروائی اور متعلقہ حکام کے بیانات شامل ہیں۔ بقیہ خبر کا متن جاری ہے اور اس حصے میں تفصیلات شائع کی گئی ہیں جن میں حکومت کے اعلانات، عوامی ردعمل، اجلاس کی کارروائی اور متعلقہ حکام کے بیانات شامل ہیں۔ بقیہ خبر کا متن جاری ہے اور اس حصے میں تفصیلات شائع کی گئی ہیں جن میں حکومت کے اعلانات، عوامی ردعمل، اجلاس کی کارروائی اور متعلقہ حکام کے بیانات شامل ہیں۔: [407, 527, 722, 776]
story-number: 311: [705, 2286, 722, 2298]
story-divider: [1092, 999, 1407, 1000]
story-101: [1092, 148, 1407, 593]
story-103: [1092, 1004, 1407, 1188]
story-text: بقیہ خبر کا متن جاری ہے اور اس حصے میں تفصیلات شائع کی گئی ہیں جن میں حکومت کے اعلانات، عوامی ردعمل، اجلاس کی کارروائی اور متعلقہ حکام کے بیانات شامل ہیں۔ بقیہ خبر کا متن جاری ہے اور اس حصے میں تفصیلات شائع کی گئی ہیں جن میں حکومت کے اعلانات، عوامی ردعمل، اجلاس کی کارروائی اور متعلقہ حکام کے بیانات شامل ہیں۔ بقیہ خبر کا متن جاری ہے اور اس حصے میں تفصیلات شائع کی گئی ہیں جن میں حکومت کے اعلانات، عوامی ردعمل، اجلاس کی کارروائی اور متعلقہ حکام کے بیانات شامل ہیں۔ بقیہ خبر کا متن جاری ہے اور اس حصے میں تفصیلات شائع کی گئی ہیں جن میں حکومت کے اعلانات، عوامی ردعمل، اجلاس کی کارروائی اور متعلقہ حکام کے بیانات شامل ہیں۔ بقیہ خبر کا متن جاری ہے اور اس حصے میں تفصیلات شائع کی گئی ہیں جن میں حکومت کے اعلانات، عوامی ردعمل، اجلاس کی کارروائی اور متعلقہ حکام کے بیانات شامل ہیں۔ بقیہ خبر کا متن جاری ہے اور اس حصے میں تفصیلات شائع کی گئی ہیں جن میں حکومت کے اعلانات، عوامی ردعمل، اجلاس کی کارروائی اور متعلقہ حکام کے بیانات شامل ہیں۔ بقیہ خبر کا متن جاری ہے اور اس حصے میں تفصیلات شائع کی گئی ہیں جن میں حکومت کے اعلانات، عوامی ردعمل، اجلاس کی کارروائی اور متعلقہ حکام کے بیانات شامل ہیں۔ بقیہ خبر کا متن جاری ہے اور اس حصے میں تفصیلات شائع کی گئی ہیں جن میں حکومت کے اعلانات، عوامی ردعمل، اجلاس کی کارروائی اور متعلقہ حکام کے بیانات شامل ہیں۔ بقیہ خبر کا متن جاری ہے اور اس حصے میں تفصیلات شائع کی گئی ہیں جن میں حکومت کے اعلانات، عوامی ردعمل، اجلاس کی کارروائی اور متعلقہ حکام کے بیانات شامل ہیں۔: [65, 818, 380, 985]
story-number: 106: [1389, 1672, 1407, 1684]
story-205: [750, 1149, 1064, 1344]
story-divider: [1092, 592, 1407, 593]
story-text: بقیہ خبر کا متن جاری ہے اور اس حصے میں تفصیلات شائع کی گئی ہیں جن میں حکومت کے اعلانات، عوامی ردعمل، اجلاس کی کارروائی اور متعلقہ حکام کے بیانات شامل ہیں۔ بقیہ خبر کا متن جاری ہے اور اس حصے میں تفصیلات شائع کی گئی ہیں جن میں حکومت کے اعلانات، عوامی ردعمل، اجلاس کی کارروائی اور متعلقہ حکام کے بیانات شامل ہیں۔ بقیہ خبر کا متن جاری ہے اور اس حصے میں تفصیلات شائع کی گئی ہیں جن میں حکومت کے اعلانات، عوامی ردعمل، اجلاس کی کارروائی اور متعلقہ حکام کے بیانات شامل ہیں۔ بقیہ خبر کا متن جاری ہے اور اس حصے میں تفصیلات شائع کی گئی ہیں جن میں حکومت کے اعلانات، عوامی ردعمل، اجلاس کی کارروائی اور متعلقہ حکام کے بیانات شامل ہیں۔: [750, 1069, 1064, 1141]
story-divider: [407, 1373, 722, 1374]
story-number: 107: [1389, 1839, 1407, 1851]
story-text: بقیہ خبر کا متن جاری ہے اور اس حصے میں تفصیلات شائع کی گئی ہیں جن میں حکومت کے اعلانات، عوامی ردعمل، اجلاس کی کارروائی اور متعلقہ حکام کے بیانات شامل ہیں۔ بقیہ خبر کا متن جاری ہے اور اس حصے میں تفصیلات شائع کی گئی ہیں جن میں حکومت کے اعلانات، عوامی ردعمل، اجلاس کی کارروائی اور متعلقہ حکام کے بیانات شامل ہیں۔ بقیہ خبر کا متن جاری ہے اور اس حصے میں تفصیلات شائع کی گئی ہیں جن میں حکومت کے اعلانات، عوامی ردعمل، اجلاس کی کارروائی اور متعلقہ حکام کے بیانات شامل ہیں۔ بقیہ خبر کا متن جاری ہے اور اس حصے میں تفصیلات شائع کی گئی ہیں جن میں حکومت کے اعلانات، عوامی ردعمل، اجلاس کی کارروائی اور متعلقہ حکام کے بیانات شامل ہیں۔ بقیہ خبر کا متن جاری ہے اور اس حصے میں تفصیلات شائع کی گئی ہیں جن میں حکومت کے اعلانات، عوامی ردعمل، اجلاس کی کارروائی اور متعلقہ حکام کے بیانات شامل ہیں۔ بقیہ خبر کا متن جاری ہے اور اس حصے میں تفصیلات شائع کی گئی ہیں جن میں حکومت کے اعلانات، عوامی ردعمل، اجلاس کی کارروائی اور متعلقہ حکام کے بیانات شامل ہیں۔ بقیہ خبر کا متن جاری ہے اور اس حصے میں تفصیلات شائع کی گئی ہیں جن میں حکومت کے اعلانات، عوامی ردعمل، اجلاس کی کارروائی اور متعلقہ حکام کے بیانات شامل ہیں۔ بقیہ خبر کا متن جاری ہے اور اس حصے میں تفصیلات شائع کی گئی ہیں جن میں حکومت کے اعلانات، عوامی ردعمل، اجلاس کی کارروائی اور متعلقہ حکام کے بیانات شامل ہیں۔ بقیہ خبر کا متن جاری ہے اور اس حصے میں تفصیلات شائع کی گئی ہیں جن میں حکومت کے اعلانات، عوامی ردعمل، اجلاس کی کارروائی اور متعلقہ حکام کے بیانات شامل ہیں۔ بقیہ خبر کا متن جاری ہے اور اس حصے میں تفصیلات شائع کی گئی ہیں جن میں حکومت کے اعلانات، عوامی ردعمل، اجلاس کی کارروائی اور متعلقہ حکام کے بیانات شامل ہیں۔: [65, 1225, 380, 1402]
story-divider: [750, 1916, 1064, 1917]
story-number: 204: [1047, 1056, 1064, 1068]
story-506: [65, 1409, 380, 1604]
story-number: 301: [704, 399, 722, 411]
story-507: [65, 1608, 380, 1739]
header-divider: [63, 139, 1433, 142]
story-text: بقیہ خبر کا متن جاری ہے اور اس حصے میں تفصیلات شائع کی گئی ہیں جن میں حکومت کے اعلانات، عوامی ردعمل، اجلاس کی کارروائی اور متعلقہ حکام کے بیانات شامل ہیں۔: [750, 1934, 1064, 1954]
story-text: بقیہ خبر کا متن جاری ہے اور اس حصے میں تفصیلات شائع کی گئی ہیں جن میں حکومت کے اعلانات، عوامی ردعمل، اجلاس کی کارروائی اور متعلقہ حکام کے بیانات شامل ہیں۔ بقیہ خبر کا متن جاری ہے اور اس حصے میں تفصیلات شائع کی گئی ہیں جن میں حکومت کے اعلانات، عوامی ردعمل، اجلاس کی کارروائی اور متعلقہ حکام کے بیانات شامل ہیں۔ بقیہ خبر کا متن جاری ہے اور اس حصے میں تفصیلات شائع کی گئی ہیں جن میں حکومت کے اعلانات، عوامی ردعمل، اجلاس کی کارروائی اور متعلقہ حکام کے بیانات شامل ہیں۔ بقیہ خبر کا متن جاری ہے اور اس حصے میں تفصیلات شائع کی گئی ہیں جن میں حکومت کے اعلانات، عوامی ردعمل، اجلاس کی کارروائی اور متعلقہ حکام کے بیانات شامل ہیں۔ بقیہ خبر کا متن جاری ہے اور اس حصے میں تفصیلات شائع کی گئی ہیں جن میں حکومت کے اعلانات، عوامی ردعمل، اجلاس کی کارروائی اور متعلقہ حکام کے بیانات شامل ہیں۔ بقیہ خبر کا متن جاری ہے اور اس حصے میں تفصیلات شائع کی گئی ہیں جن میں حکومت کے اعلانات، عوامی ردعمل، اجلاس کی کارروائی اور متعلقہ حکام کے بیانات شامل ہیں۔ بقیہ خبر کا متن جاری ہے اور اس حصے میں تفصیلات شائع کی گئی ہیں جن میں حکومت کے اعلانات، عوامی ردعمل، اجلاس کی کارروائی اور متعلقہ حکام کے بیانات شامل ہیں۔ بقیہ خبر کا متن جاری ہے اور اس حصے میں تفصیلات شائع کی گئی ہیں جن میں حکومت کے اعلانات، عوامی ردعمل، اجلاس کی کارروائی اور متعلقہ حکام کے بیانات شامل ہیں۔ بقیہ خبر کا متن جاری ہے اور اس حصے میں تفصیلات شائع کی گئی ہیں جن میں حکومت کے اعلانات، عوامی ردعمل، اجلاس کی کارروائی اور متعلقہ حکام کے بیانات شامل ہیں۔ بقیہ خبر کا متن جاری ہے اور اس حصے میں تفصیلات شائع کی گئی ہیں جن میں حکومت کے اعلانات، عوامی ردعمل، اجلاس کی کارروائی اور متعلقہ حکام کے بیانات شامل ہیں۔ بقیہ خبر کا متن جاری ہے اور اس حصے میں تفصیلات شائع کی گئی ہیں جن میں حکومت کے اعلانات، عوامی ردعمل، اجلاس کی کارروائی اور متعلقہ حکام کے بیانات شامل ہیں۔ بقیہ خبر کا متن جاری ہے اور اس حصے میں تفصیلات شائع کی گئی ہیں جن میں حکومت کے اعلانات، عوامی ردعمل، اجلاس کی کارروائی اور متعلقہ حکام کے بیانات شامل ہیں۔: [1092, 1205, 1407, 1423]
story-text: بقیہ خبر کا متن جاری ہے اور اس حصے میں تفصیلات شائع کی گئی ہیں جن میں حکومت کے اعلانات، عوامی ردعمل، اجلاس کی کارروائی اور متعلقہ حکام کے بیانات شامل ہیں۔ بقیہ خبر کا متن جاری ہے اور اس حصے میں تفصیلات شائع کی گئی ہیں جن میں حکومت کے اعلانات، عوامی ردعمل، اجلاس کی کارروائی اور متعلقہ حکام کے بیانات شامل ہیں۔ بقیہ خبر کا متن جاری ہے اور اس حصے میں تفصیلات شائع کی گئی ہیں جن میں حکومت کے اعلانات، عوامی ردعمل، اجلاس کی کارروائی اور متعلقہ حکام کے بیانات شامل ہیں۔ بقیہ خبر کا متن جاری ہے اور اس حصے میں تفصیلات شائع کی گئی ہیں جن میں حکومت کے اعلانات، عوامی ردعمل، اجلاس کی کارروائی اور متعلقہ حکام کے بیانات شامل ہیں۔ بقیہ خبر کا متن جاری ہے اور اس حصے میں تفصیلات شائع کی گئی ہیں جن میں حکومت کے اعلانات، عوامی ردعمل، اجلاس کی کارروائی اور متعلقہ حکام کے بیانات شامل ہیں۔ بقیہ خبر کا متن جاری ہے اور اس حصے میں تفصیلات شائع کی گئی ہیں جن میں حکومت کے اعلانات، عوامی ردعمل، اجلاس کی کارروائی اور متعلقہ حکام کے بیانات شامل ہیں۔ بقیہ خبر کا متن جاری ہے اور اس حصے میں تفصیلات شائع کی گئی ہیں جن میں حکومت کے اعلانات، عوامی ردعمل، اجلاس کی کارروائی اور متعلقہ حکام کے بیانات شامل ہیں۔ بقیہ خبر کا متن جاری ہے اور اس حصے میں تفصیلات شائع کی گئی ہیں جن میں حکومت کے اعلانات، عوامی ردعمل، اجلاس کی کارروائی اور متعلقہ حکام کے بیانات شامل ہیں۔ بقیہ خبر کا متن جاری ہے اور اس حصے میں تفصیلات شائع کی گئی ہیں جن میں حکومت کے اعلانات، عوامی ردعمل، اجلاس کی کارروائی اور متعلقہ حکام کے بیانات شامل ہیں۔ بقیہ خبر کا متن جاری ہے اور اس حصے میں تفصیلات شائع کی گئی ہیں جن میں حکومت کے اعلانات، عوامی ردعمل، اجلاس کی کارروائی اور متعلقہ حکام کے بیانات شامل ہیں۔ بقیہ خبر کا متن جاری ہے اور اس حصے میں تفصیلات شائع کی گئی ہیں جن میں حکومت کے اعلانات، عوامی ردعمل، اجلاس کی کارروائی اور متعلقہ حکام کے بیانات شامل ہیں۔: [65, 1006, 380, 1204]
story-number: 308: [704, 1817, 722, 1829]
story-number: 105: [1389, 1433, 1407, 1445]
story-text: بقیہ خبر کا متن جاری ہے اور اس حصے میں تفصیلات شائع کی گئی ہیں جن میں حکومت کے اعلانات، عوامی ردعمل، اجلاس کی کارروائی اور متعلقہ حکام کے بیانات شامل ہیں۔ بقیہ خبر کا متن جاری ہے اور اس حصے میں تفصیلات شائع کی گئی ہیں جن میں حکومت کے اعلانات، عوامی ردعمل، اجلاس کی کارروائی اور متعلقہ حکام کے بیانات شامل ہیں۔ بقیہ خبر کا متن جاری ہے اور اس حصے میں تفصیلات شائع کی گئی ہیں جن میں حکومت کے اعلانات، عوامی ردعمل، اجلاس کی کارروائی اور متعلقہ حکام کے بیانات شامل ہیں۔ بقیہ خبر کا متن جاری ہے اور اس حصے میں تفصیلات شائع کی گئی ہیں جن میں حکومت کے اعلانات، عوامی ردعمل، اجلاس کی کارروائی اور متعلقہ حکام کے بیانات شامل ہیں۔ بقیہ خبر کا متن جاری ہے اور اس حصے میں تفصیلات شائع کی گئی ہیں جن میں حکومت کے اعلانات، عوامی ردعمل، اجلاس کی کارروائی اور متعلقہ حکام کے بیانات شامل ہیں۔ بقیہ خبر کا متن جاری ہے اور اس حصے میں تفصیلات شائع کی گئی ہیں جن میں حکومت کے اعلانات، عوامی ردعمل، اجلاس کی کارروائی اور متعلقہ حکام کے بیانات شامل ہیں۔ بقیہ خبر کا متن جاری ہے اور اس حصے میں تفصیلات شائع کی گئی ہیں جن میں حکومت کے اعلانات، عوامی ردعمل، اجلاس کی کارروائی اور متعلقہ حکام کے بیانات شامل ہیں۔ بقیہ خبر کا متن جاری ہے اور اس حصے میں تفصیلات شائع کی گئی ہیں جن میں حکومت کے اعلانات، عوامی ردعمل، اجلاس کی کارروائی اور متعلقہ حکام کے بیانات شامل ہیں۔: [1092, 1685, 1407, 1831]
story-303: [407, 784, 722, 915]
story-text: بقیہ خبر کا متن جاری ہے اور اس حصے میں تفصیلات شائع کی گئی ہیں جن میں حکومت کے اعلانات، عوامی ردعمل، اجلاس کی کارروائی اور متعلقہ حکام کے بیانات شامل ہیں۔ بقیہ خبر کا متن جاری ہے اور اس حصے میں تفصیلات شائع کی گئی ہیں جن میں حکومت کے اعلانات، عوامی ردعمل، اجلاس کی کارروائی اور متعلقہ حکام کے بیانات شامل ہیں۔ بقیہ خبر کا متن جاری ہے اور اس حصے میں تفصیلات شائع کی گئی ہیں جن میں حکومت کے اعلانات، عوامی ردعمل، اجلاس کی کارروائی اور متعلقہ حکام کے بیانات شامل ہیں۔ بقیہ خبر کا متن جاری ہے اور اس حصے میں تفصیلات شائع کی گئی ہیں جن میں حکومت کے اعلانات، عوامی ردعمل، اجلاس کی کارروائی اور متعلقہ حکام کے بیانات شامل ہیں۔ بقیہ خبر کا متن جاری ہے اور اس حصے میں تفصیلات شائع کی گئی ہیں جن میں حکومت کے اعلانات، عوامی ردعمل، اجلاس کی کارروائی اور متعلقہ حکام کے بیانات شامل ہیں۔ بقیہ خبر کا متن جاری ہے اور اس حصے میں تفصیلات شائع کی گئی ہیں جن میں حکومت کے اعلانات، عوامی ردعمل، اجلاس کی کارروائی اور متعلقہ حکام کے بیانات شامل ہیں۔ بقیہ خبر کا متن جاری ہے اور اس حصے میں تفصیلات شائع کی گئی ہیں جن میں حکومت کے اعلانات، عوامی ردعمل، اجلاس کی کارروائی اور متعلقہ حکام کے بیانات شامل ہیں۔ بقیہ خبر کا متن جاری ہے اور اس حصے میں تفصیلات شائع کی گئی ہیں جن میں حکومت کے اعلانات، عوامی ردعمل، اجلاس کی کارروائی اور متعلقہ حکام کے بیانات شامل ہیں۔ بقیہ خبر کا متن جاری ہے اور اس حصے میں تفصیلات شائع کی گئی ہیں جن میں حکومت کے اعلانات، عوامی ردعمل، اجلاس کی کارروائی اور متعلقہ حکام کے بیانات شامل ہیں۔ بقیہ خبر کا متن جاری ہے اور اس حصے میں تفصیلات شائع کی گئی ہیں جن میں حکومت کے اعلانات، عوامی ردعمل، اجلاس کی کارروائی اور متعلقہ حکام کے بیانات شامل ہیں۔: [1092, 2050, 1407, 2227]
story-divider: [750, 2144, 1064, 2145]
story-text: بقیہ خبر کا متن جاری ہے اور اس حصے میں تفصیلات شائع کی گئی ہیں جن میں حکومت کے اعلانات، عوامی ردعمل، اجلاس کی کارروائی اور متعلقہ حکام کے بیانات شامل ہیں۔ بقیہ خبر کا متن جاری ہے اور اس حصے میں تفصیلات شائع کی گئی ہیں جن میں حکومت کے اعلانات، عوامی ردعمل، اجلاس کی کارروائی اور متعلقہ حکام کے بیانات شامل ہیں۔ بقیہ خبر کا متن جاری ہے اور اس حصے میں تفصیلات شائع کی گئی ہیں جن میں حکومت کے اعلانات، عوامی ردعمل، اجلاس کی کارروائی اور متعلقہ حکام کے بیانات شامل ہیں۔ بقیہ خبر کا متن جاری ہے اور اس حصے میں تفصیلات شائع کی گئی ہیں جن میں حکومت کے اعلانات، عوامی ردعمل، اجلاس کی کارروائی اور متعلقہ حکام کے بیانات شامل ہیں۔ بقیہ خبر کا متن جاری ہے اور اس حصے میں تفصیلات شائع کی گئی ہیں جن میں حکومت کے اعلانات، عوامی ردعمل، اجلاس کی کارروائی اور متعلقہ حکام کے بیانات شامل ہیں۔ بقیہ خبر کا متن جاری ہے اور اس حصے میں تفصیلات شائع کی گئی ہیں جن میں حکومت کے اعلانات، عوامی ردعمل، اجلاس کی کارروائی اور متعلقہ حکام کے بیانات شامل: [407, 2164, 722, 2266]
story-212: [750, 2232, 1064, 2290]
story-number: 211: [1048, 2150, 1064, 2162]
story-text: بقیہ خبر کا متن جاری ہے اور اس حصے میں تفصیلات شائع کی گئی ہیں جن میں حکومت کے اعلانات، عوامی ردعمل، اجلاس کی کارروائی اور متعلقہ حکام کے بیانات شامل ہیں۔ بقیہ خبر کا متن جاری ہے اور اس حصے میں تفصیلات شائع کی گئی ہیں جن میں حکومت کے اعلانات، عوامی ردعمل، اجلاس کی کارروائی اور متعلقہ حکام کے بیانات شامل ہیں۔ بقیہ خبر کا متن جاری ہے اور اس حصے میں تفصیلات شائع کی گئی ہیں جن میں حکومت کے اعلانات، عوامی ردعمل، اجلاس کی کارروائی اور متعلقہ حکام کے بیانات شامل ہیں۔ بقیہ خبر کا متن جاری ہے اور اس حصے میں تفصیلات شائع کی گئی ہیں جن میں حکومت کے اعلانات، عوامی ردعمل، اجلاس کی کارروائی اور متعلقہ حکام کے بیانات شامل ہیں۔ بقیہ خبر کا متن جاری ہے اور اس حصے میں تفصیلات شائع کی گئی ہیں جن میں حکومت کے اعلانات، عوامی ردعمل، اجلاس کی کارروائی اور متعلقہ حکام کے بیانات شامل ہیں۔ بقیہ خبر کا متن جاری ہے اور اس حصے میں تفصیلات شائع کی گئی ہیں جن میں حکومت کے اعلانات، عوامی ردعمل، اجلاس کی کارروائی اور متعلقہ حکام کے بیانات شامل ہیں۔ بقیہ خبر کا متن جاری ہے اور اس حصے میں تفصیلات شائع کی گئی ہیں جن میں حکومت کے اعلانات، عوامی ردعمل، اجلاس کی کارروائی اور متعلقہ حکام کے بیانات شامل ہیں۔ بقیہ خبر کا متن جاری ہے اور اس حصے میں تفصیلات شائع کی گئی ہیں جن میں حکومت کے اعلانات، عوامی ردعمل، اجلاس کی کارروائی اور متعلقہ حکام کے بیانات شامل ہیں۔ بقیہ خبر کا متن جاری ہے اور اس حصے میں تفصیلات شائع کی گئی ہیں جن میں حکومت کے اعلانات، عوامی ردعمل، اجلاس کی کارروائی اور متعلقہ حکام کے بیانات شامل ہیں۔ بقیہ خبر کا متن جاری ہے اور اس حصے میں تفصیلات شائع کی گئی ہیں جن میں حکومت کے اعلانات، عوامی ردعمل، اجلاس کی کارروائی اور متعلقہ حکام کے بیانات شامل ہیں۔ بقیہ خبر کا متن جاری ہے اور اس حصے میں تفصیلات شائع کی گئی ہیں جن میں حکومت کے اعلانات، عوامی ردعمل، اجلاس کی کارروائی اور متعلقہ حکام کے بیانات شامل ہیں۔ بقیہ خبر کا متن جاری ہے اور اس حصے میں تفصیلات شائع کی گئی ہیں جن میں حکومت کے اعلانات، عوامی ردعمل، اجلاس کی کارروائی اور متعلقہ حکام کے بیانات شامل ہیں۔ بقیہ خبر کا متن جاری ہے اور اس حصے میں تفصیلات شائع کی گئی ہیں جن میں حکومت کے اعلانات، عوامی ردعمل، اجلاس کی کارروائی اور متعلقہ حکام کے بیانات شامل ہیں۔ بقیہ خبر کا متن جاری ہے اور اس حصے میں تفصیلات شائع کی گئی ہیں جن میں حکومت کے اعلانات، عوامی ردعمل، اجلاس کی کارروائی اور متعلقہ حکام کے بیانات شامل ہیں۔ بقیہ خبر کا متن جاری ہے اور اس حصے میں تفصیلات شائع کی گئی ہیں جن میں حکومت کے اعلانات، عوامی ردعمل، اجلاس کی کارروائی اور متعلقہ حکام کے بیانات شامل ہیں۔ بقیہ خبر کا متن جاری ہے اور اس حصے میں تفصیلات شائع کی گئی ہیں جن میں حکومت کے اعلانات، عوامی ردعمل، اجلاس کی کارروائی اور متعلقہ حکام کے بیانات شامل ہیں۔ بقیہ خبر کا متن جاری ہے اور اس حصے میں تفصیلات شائع کی گئی ہیں جن میں حکومت کے اعلانات، عوامی ردعمل، اجلاس کی کارروائی اور متعلقہ حکام کے بیانات شامل ہیں۔ بقیہ خبر کا متن جاری ہے اور اس حصے میں تفصیلات شائع کی گئی ہیں جن میں حکومت کے اعلانات، عوامی ردعمل، اجلاس کی کارروائی اور متعلقہ حکام کے بیانات شامل ہیں۔: [65, 474, 380, 797]
story-308: [407, 1817, 722, 2032]
story-divider: [1092, 1667, 1407, 1668]
story-number: 300: [704, 149, 722, 160]
story-divider: [750, 1593, 1064, 1594]
story-text: بقیہ خبر کا متن جاری ہے اور اس حصے میں تفصیلات شائع کی گئی ہیں جن میں حکومت کے اعلانات، عوامی ردعمل، اجلاس کی کارروائی اور متعلقہ حکام کے بیانات شامل ہیں۔ بقیہ خبر کا متن جاری ہے اور اس حصے میں تفصیلات شائع کی گئی ہیں جن میں حکومت کے اعلانات، عوامی ردعمل، اجلاس کی کارروائی اور متعلقہ حکام کے بیانات شامل ہیں۔ بقیہ خبر کا متن جاری ہے اور اس حصے میں تفصیلات شائع کی گئی ہیں جن میں حکومت کے اعلانات، عوامی ردعمل، اجلاس کی کارروائی اور متعلقہ حکام کے بیانات شامل ہیں۔ بقیہ خبر کا متن جاری ہے اور اس حصے میں تفصیلات شائع کی گئی ہیں جن میں حکومت کے اعلانات، عوامی ردعمل، اجلاس کی کارروائی اور متعلقہ حکام کے بیانات شامل ہیں۔ بقیہ خبر کا متن جاری ہے اور اس حصے میں تفصیلات شائع کی گئی ہیں جن میں حکومت کے اعلانات، عوامی ردعمل، اجلاس کی کارروائی اور متعلقہ حکام کے بیانات شامل ہیں۔ بقیہ خبر کا متن جاری ہے اور اس حصے میں تفصیلات شائع کی گئی ہیں جن میں حکومت کے اعلانات، عوامی ردعمل، اجلاس کی کارروائی اور متعلقہ حکام کے بیانات شامل ہیں۔ بقیہ خبر کا متن جاری ہے اور اس حصے میں تفصیلات شائع کی گئی ہیں جن میں حکومت کے اعلانات، عوامی ردعمل، اجلاس کی کارروائی اور متعلقہ حکام کے بیانات شامل ہیں۔ بقیہ خبر کا متن جاری ہے اور اس حصے میں تفصیلات شائع کی گئی ہیں جن میں حکومت کے اعلانات، عوامی ردعمل، اجلاس کی کارروائی اور متعلقہ حکام کے بیانات شامل ہیں۔: [750, 902, 1064, 1048]
story-209: [750, 1920, 1064, 1958]
story-201: [750, 451, 1064, 739]
story-text: بقیہ خبر کا متن جاری ہے اور اس حصے میں تفصیلات شائع کی گئی ہیں جن میں حکومت کے اعلانات، عوامی ردعمل، اجلاس کی کارروائی اور متعلقہ حکام کے بیانات شامل ہیں۔: [407, 2496, 722, 2516]
column-divider: [736, 148, 737, 2253]
story-divider: [1092, 2032, 1407, 2033]
story-text: بقیہ خبر کا متن جاری ہے اور اس حصے میں تفصیلات شائع کی گئی ہیں جن میں حکومت کے اعلانات، عوامی ردعمل، اجلاس کی کارروائی اور متعلقہ حکام کے بیانات شامل ہیں۔ بقیہ خبر کا متن جاری ہے اور اس حصے میں تفصیلات شائع کی گئی ہیں جن میں حکومت کے اعلانات، عوامی ردعمل، اجلاس کی کارروائی اور متعلقہ حکام کے بیانات شامل ہیں۔ بقیہ خبر کا متن جاری ہے اور اس حصے میں تفصیلات شائع کی گئی ہیں جن میں حکومت کے اعلانات، عوامی ردعمل، اجلاس کی کارروائی اور متعلقہ حکام کے بیانات شامل ہیں۔ بقیہ خبر کا متن جاری ہے اور اس حصے میں تفصیلات شائع کی گئی ہیں جن میں حکومت کے اعلانات، عوامی ردعمل، اجلاس کی کارروائی اور متعلقہ حکام کے بیانات شامل ہیں۔ بقیہ خبر کا متن جاری ہے اور اس حصے میں تفصیلات شائع کی گئی ہیں جن میں حکومت کے اعلانات، عوامی ردعمل، اجلاس کی کارروائی اور متعلقہ حکام کے بیانات شامل ہیں۔ بقیہ خبر کا متن جاری ہے اور اس حصے میں تفصیلات شائع کی گئی ہیں جن میں حکومت کے اعلانات، عوامی ردعمل، اجلاس کی کارروائی اور متعلقہ حکام کے بیانات شامل ہیں۔ بقیہ خبر کا متن جاری ہے اور اس حصے میں تفصیلات شائع کی گئی ہیں جن میں حکومت کے اعلانات، عوامی ردعمل، اجلاس کی کارروائی اور متعلقہ حکام کے بیانات شامل ہیں۔ بقیہ خبر کا متن جاری ہے اور اس حصے میں تفصیلات شائع کی گئی ہیں جن میں حکومت کے اعلانات، عوامی ردعمل، اجلاس کی کارروائی اور متعلقہ حکام کے بیانات شامل ہیں۔ بقیہ خبر کا متن جاری ہے اور اس حصے میں تفصیلات شائع کی گئی ہیں جن میں حکومت کے اعلانات، عوامی ردعمل، اجلاس کی کارروائی اور متعلقہ حکام کے بیانات شامل ہیں۔ بقیہ خبر کا متن جاری ہے اور اس حصے میں تفصیلات شائع کی گئی ہیں جن میں حکومت کے اعلانات، عوامی ردعمل، اجلاس کی کارروائی اور متعلقہ حکام کے بیانات شامل ہیں۔ بقیہ خبر کا متن جاری ہے اور اس حصے میں تفصیلات شائع کی گئی ہیں جن میں حکومت کے اعلانات، عوامی ردعمل، اجلاس کی کارروائی اور متعلقہ حکام کے بیانات شامل ہیں۔ بقیہ خبر کا متن جاری ہے اور اس حصے میں تفصیلات شائع کی گئی ہیں جن میں حکومت کے اعلانات، عوامی ردعمل، اجلاس کی کارروائی اور متعلقہ حکام کے بیانات شامل ہیں۔ بقیہ خبر کا متن جاری ہے اور اس حصے میں تفصیلات شائع کی گئی ہیں جن میں حکومت کے اعلانات، عوامی ردعمل، اجلاس کی کارروائی اور متعلقہ حکام کے بیانات شامل ہیں۔ بقیہ خبر کا متن جاری ہے اور اس حصے میں تفصیلات شائع کی گئی ہیں جن میں حکومت کے اعلانات، عوامی ردعمل، اجلاس کی کارروائی اور متعلقہ حکام کے بیانات شامل ہیں۔ بقیہ خبر کا متن جاری ہے اور اس حصے میں تفصیلات شائع کی گئی ہیں جن میں حکومت کے اعلانات، عوامی ردعمل، اجلاس کی کارروائی اور متعلقہ حکام کے بیانات شامل ہیں۔: [750, 465, 1064, 735]
story-number: 313: [704, 2483, 722, 2495]
story-306: [407, 1378, 722, 1572]
story-text: بقیہ خبر کا متن جاری ہے اور اس حصے میں تفصیلات شائع کی گئی ہیں جن میں حکومت کے اعلانات، عوامی ردعمل، اجلاس کی کارروائی اور متعلقہ حکام کے بیانات شامل ہیں۔ بقیہ خبر کا متن جاری ہے اور اس حصے میں تفصیلات شائع کی گئی ہیں جن میں حکومت کے اعلانات، عوامی ردعمل، اجلاس کی کارروائی اور متعلقہ حکام کے بیانات شامل ہیں۔ بقیہ خبر کا متن جاری ہے اور اس حصے میں تفصیلات شائع کی گئی ہیں جن میں حکومت کے اعلانات، عوامی ردعمل، اجلاس کی کارروائی اور متعلقہ حکام کے بیانات شامل ہیں۔ بقیہ خبر کا متن جاری ہے اور اس حصے میں تفصیلات شائع کی گئی ہیں جن میں حکومت کے اعلانات، عوامی ردعمل، اجلاس کی کارروائی اور متعلقہ حکام کے بیانات شامل ہیں۔ بقیہ خبر کا متن جاری ہے اور اس حصے میں تفصیلات شائع کی گئی ہیں جن میں حکومت کے اعلانات، عوامی ردعمل، اجلاس کی کارروائی اور متعلقہ حکام کے بیانات شامل ہیں۔: [407, 2299, 722, 2391]
column-divider: [393, 148, 394, 2253]
story-divider: [65, 2166, 380, 2167]
story-number: 212: [1047, 2233, 1064, 2245]
story-text: بقیہ خبر کا متن جاری ہے اور اس حصے میں تفصیلات شائع کی گئی ہیں جن میں حکومت کے اعلانات، عوامی ردعمل، اجلاس کی کارروائی اور متعلقہ حکام کے بیانات شامل ہیں۔ بقیہ خبر کا متن جاری ہے اور اس حصے میں تفصیلات شائع کی گئی ہیں جن میں حکومت کے اعلانات، عوامی ردعمل، اجلاس کی کارروائی اور متعلقہ حکام کے بیانات شامل ہیں۔ بقیہ خبر کا متن جاری ہے اور اس حصے میں تفصیلات شائع کی گئی ہیں جن میں حکومت کے اعلانات، عوامی ردعمل، اجلاس کی کارروائی اور متعلقہ حکام کے بیانات شامل ہیں۔ بقیہ خبر کا متن جاری ہے اور اس حصے میں تفصیلات شائع کی گئی ہیں جن میں حکومت کے اعلانات، عوامی ردعمل، اجلاس کی کارروائی اور متعلقہ حکام کے بیانات شامل ہیں۔ بقیہ خبر کا متن جاری ہے اور اس حصے میں تفصیلات شائع کی گئی ہیں جن میں حکومت کے اعلانات، عوامی ردعمل، اجلاس کی کارروائی اور متعلقہ حکام کے بیانات شامل ہیں۔ بقیہ خبر کا متن جاری ہے اور اس حصے میں تفصیلات شائع کی گئی ہیں جن میں حکومت کے اعلانات، عوامی ردعمل، اجلاس کی کارروائی اور متعلقہ حکام کے بیانات شامل ہیں۔ بقیہ خبر کا متن جاری ہے اور اس حصے میں تفصیلات شائع کی گئی ہیں جن میں حکومت کے اعلانات، عوامی ردعمل، اجلاس کی کارروائی اور متعلقہ حکام کے بیانات شامل ہیں۔ بقیہ خبر کا متن جاری ہے اور اس حصے میں تفصیلات شائع کی گئی ہیں جن میں حکومت کے اعلانات، عوامی ردعمل، اجلاس کی کارروائی اور متعلقہ حکام کے بیانات شامل ہیں۔ بقیہ خبر کا متن جاری ہے اور اس حصے میں تفصیلات شائع کی گئی ہیں جن میں حکومت کے اعلانات، عوامی ردعمل، اجلاس کی کارروائی اور متعلقہ حکام کے بیانات شامل ہیں۔ بقیہ خبر کا متن جاری ہے اور اس حصے میں تفصیلات شائع کی گئی ہیں جن میں حکومت کے اعلانات، عوامی ردعمل، اجلاس کی کارروائی اور متعلقہ حکام کے بیانات شامل ہیں۔ بقیہ خبر کا متن جاری ہے اور اس حصے میں تفصیلات شائع کی گئی ہیں جن میں حکومت کے اعلانات، عوامی ردعمل، اجلاس کی کارروائی اور متعلقہ حکام کے بیانات شامل ہیں۔ بقیہ خبر کا متن جاری ہے اور اس حصے میں تفصیلات شائع کی گئی ہیں جن میں حکومت کے اعلانات، عوامی ردعمل، اجلاس کی کارروائی اور متعلقہ حکام کے بیانات شامل ہیں۔ بقیہ خبر کا متن جاری ہے اور اس حصے میں تفصیلات شائع کی گئی ہیں جن میں حکومت کے اعلانات، عوامی ردعمل، اجلاس کی کارروائی اور متعلقہ حکام کے بیانات شامل ہیں۔ بقیہ خبر کا متن جاری ہے اور اس حصے میں تفصیلات شائع کی گئی ہیں جن میں حکومت کے اعلانات، عوامی ردعمل، اجلاس کی کارروائی اور متعلقہ حکام کے بیانات شامل ہیں۔: [65, 162, 380, 411]
story-text: بقیہ خبر کا متن جاری ہے اور اس حصے میں تفصیلات شائع کی گئی ہیں جن میں حکومت کے اعلانات، عوامی ردعمل، اجلاس کی کارروائی اور متعلقہ حکام کے بیانات شامل ہیں۔ بقیہ خبر کا متن جاری ہے اور اس حصے میں تفصیلات شائع کی گئی ہیں جن میں حکومت کے اعلانات، عوامی ردعمل، اجلاس کی کارروائی اور متعلقہ حکام کے بیانات شامل ہیں۔ بقیہ خبر کا متن جاری ہے اور اس حصے میں تفصیلات شائع کی گئی ہیں جن میں حکومت کے اعلانات، عوامی ردعمل، اجلاس کی کارروائی اور متعلقہ حکام کے بیانات شامل ہیں۔ بقیہ خبر کا متن جاری ہے اور اس حصے میں تفصیلات شائع کی گئی ہیں جن میں حکومت کے اعلانات، عوامی ردعمل، اجلاس کی کارروائی اور متعلقہ حکام کے بیانات شامل ہیں۔ بقیہ خبر کا متن جاری ہے اور اس حصے میں تفصیلات شائع کی گئی ہیں جن میں حکومت کے اعلانات، عوامی ردعمل، اجلاس کی کارروائی اور متعلقہ حکام کے بیانات شامل ہیں۔ بقیہ خبر کا متن جاری ہے اور اس حصے میں تفصیلات شائع کی گئی ہیں جن میں حکومت کے اعلانات، عوامی ردعمل، اجلاس کی کارروائی اور متعلقہ حکام کے بیانات شامل ہیں۔ بقیہ خبر کا متن جاری ہے اور اس حصے میں تفصیلات شائع کی گئی ہیں جن میں حکومت کے اعلانات، عوامی ردعمل، اجلاس کی کارروائی اور متعلقہ حکام کے بیانات شامل ہیں۔ بقیہ خبر کا متن جاری ہے اور اس حصے میں تفصیلات شائع کی گئی ہیں جن میں حکومت کے اعلانات، عوامی ردعمل، اجلاس کی کارروائی اور متعلقہ حکام کے بیانات شامل ہیں۔ بقیہ خبر کا متن جاری ہے اور اس حصے میں تفصیلات شائع کی گئی ہیں جن میں حکومت کے اعلانات، عوامی ردعمل، اجلاس کی کارروائی اور متعلقہ حکام کے بیانات شامل ہیں۔ بقیہ خبر کا متن جاری ہے اور اس حصے میں تفصیلات شائع کی گئی ہیں جن میں حکومت کے اعلانات، عوامی ردعمل، اجلاس کی کارروائی اور متعلقہ حکام کے بیانات شامل ہیں۔ بقیہ خبر کا متن جاری ہے اور اس حصے میں تفصیلات شائع کی گئی ہیں جن میں حکومت کے اعلانات، عوامی ردعمل، اجلاس کی کارروائی اور متعلقہ حکام کے بیانات شامل ہیں۔: [407, 1830, 722, 2028]
story-number: 109: [1389, 2235, 1407, 2247]
story-number: 506: [362, 1410, 380, 1422]
story-505: [65, 1211, 380, 1406]
story-divider: [1092, 2230, 1407, 2231]
story-number: 108: [1389, 2037, 1407, 2049]
story-text: بقیہ خبر کا متن جاری ہے اور اس حصے میں تفصیلات شائع کی گئی ہیں جن میں حکومت کے اعلانات، عوامی ردعمل، اجلاس کی کارروائی اور متعلقہ حکام کے بیانات شامل ہیں۔ بقیہ خبر کا متن جاری ہے اور اس حصے میں تفصیلات شائع کی گئی ہیں جن میں حکومت کے اعلانات، عوامی ردعمل، اجلاس کی کارروائی اور متعلقہ حکام کے بیانات شامل ہیں۔ بقیہ خبر کا متن جاری ہے اور اس حصے میں تفصیلات شائع کی گئی ہیں جن میں حکومت کے اعلانات، عوامی ردعمل، اجلاس کی کارروائی اور متعلقہ حکام کے بیانات شامل ہیں۔: [750, 1851, 1064, 1912]
story-divider: [65, 1739, 380, 1740]
story-divider: [407, 2030, 722, 2031]
story-number: 206: [1047, 1347, 1064, 1359]
story-307: [407, 1577, 722, 1813]
column-2: [750, 148, 1064, 2287]
story-divider: [407, 508, 722, 509]
story-divider: [750, 1050, 1064, 1051]
story-divider: [65, 456, 380, 457]
story-204: [750, 1055, 1064, 1145]
story-number: 102: [1389, 598, 1407, 610]
story-text: بقیہ خبر کا متن جاری ہے اور اس حصے میں تفصیلات شائع کی گئی ہیں جن میں حکومت کے اعلانات، عوامی ردعمل، اجلاس کی کارروائی اور متعلقہ حکام کے بیانات شامل ہیں۔ بقیہ خبر کا متن جاری ہے اور اس حصے میں تفصیلات شائع کی گئی ہیں جن میں حکومت کے اعلانات، عوامی ردعمل، اجلاس کی کارروائی اور متعلقہ حکام کے بیانات شامل ہیں۔ بقیہ خبر کا متن جاری ہے اور اس حصے میں تفصیلات شائع کی گئی ہیں جن میں حکومت کے اعلانات، عوامی ردعمل، اجلاس کی کارروائی اور متعلقہ حکام کے بیانات شامل ہیں۔ بقیہ خبر کا متن جاری ہے اور اس حصے میں تفصیلات شائع کی گئی ہیں جن میں حکومت کے اعلانات، عوامی ردعمل، اجلاس کی کارروائی اور متعلقہ حکام کے بیانات شامل ہیں۔ بقیہ خبر کا متن جاری ہے اور اس حصے میں تفصیلات شائع کی گئی ہیں جن میں حکومت کے اعلانات، عوامی ردعمل، اجلاس کی کارروائی اور متعلقہ حکام کے بیانات شامل ہیں۔: [407, 412, 722, 504]
story-number: 500: [362, 149, 380, 160]
story-divider: [750, 1832, 1064, 1833]
story-text: بقیہ خبر کا متن جاری ہے اور اس حصے میں تفصیلات شائع کی گئی ہیں جن میں حکومت کے اعلانات، عوامی ردعمل، اجلاس کی کارروائی اور متعلقہ حکام کے بیانات شامل ہیں۔ بقیہ خبر کا متن جاری ہے اور اس حصے میں تفصیلات شائع کی گئی ہیں جن میں حکومت کے اعلانات، عوامی ردعمل، اجلاس کی کارروائی اور متعلقہ حکام کے بیانات شامل ہیں۔ بقیہ خبر کا متن جاری ہے اور اس حصے میں تفصیلات شائع کی گئی ہیں جن میں حکومت کے اعلانات، عوامی ردعمل، اجلاس کی کارروائی اور متعلقہ حکام کے بیانات شامل ہیں۔ بقیہ خبر کا متن جاری ہے اور اس حصے میں تفصیلات شائع کی گئی ہیں جن میں حکومت کے اعلانات، عوامی ردعمل، اجلاس کی کارروائی اور متعلقہ حکام کے بیانات شامل ہیں۔ بقیہ خبر کا متن جاری ہے اور اس حصے میں تفصیلات شائع کی گئی ہیں جن میں حکومت کے اعلانات، عوامی ردعمل، اجلاس کی کارروائی اور متعلقہ حکام کے بیانات شامل ہیں۔ بقیہ خبر کا متن جاری ہے اور اس حصے میں تفصیلات شائع کی گئی ہیں جن میں حکومت کے اعلانات، عوامی ردعمل، اجلاس کی کارروائی اور متعلقہ حکام کے بیانات شامل ہیں۔ بقیہ خبر کا متن جاری ہے اور اس حصے میں تفصیلات شائع کی گئی ہیں جن میں حکومت کے اعلانات، عوامی ردعمل، اجلاس کی کارروائی اور متعلقہ حکام کے بیانات شامل ہیں۔ بقیہ خبر کا متن جاری ہے اور اس حصے میں تفصیلات شائع کی گئی ہیں جن میں حکومت کے اعلانات، عوامی ردعمل، اجلاس کی کارروائی اور متعلقہ حکام کے بیانات شامل ہیں۔ بقیہ خبر کا متن جاری ہے اور اس حصے میں تفصیلات شائع کی گئی ہیں جن میں حکومت کے اعلانات، عوامی ردعمل، اجلاس کی کارروائی اور متعلقہ حکام کے بیانات شامل ہیں۔ بقیہ خبر کا متن جاری ہے اور اس حصے میں تفصیلات شائع کی گئی ہیں جن میں حکومت کے اعلانات، عوامی ردعمل، اجلاس کی کارروائی اور متعلقہ حکام کے بیانات شامل ہیں۔ بقیہ خبر کا متن جاری ہے اور اس حصے میں تفصیلات شائع کی گئی ہیں جن میں حکومت کے اعلانات، عوامی ردعمل، اجلاس کی کارروائی اور متعلقہ حکام کے بیانات شامل ہیں۔ بقیہ خبر کا متن جاری ہے اور اس حصے میں تفصیلات شائع کی گئی ہیں جن میں حکومت کے اعلانات، عوامی ردعمل، اجلاس کی کارروائی اور متعلقہ حکام کے بیانات شامل ہیں۔: [407, 1590, 722, 1808]
story-number: 209: [1047, 1921, 1064, 1933]
story-text: بقیہ خبر کا متن جاری ہے اور اس حصے میں تفصیلات شائع کی گئی ہیں جن میں حکومت کے اعلانات، عوامی ردعمل، اجلاس کی کارروائی اور متعلقہ حکام کے بیانات شامل ہیں۔ بقیہ خبر کا متن جاری ہے اور اس حصے میں تفصیلات شائع کی گئی ہیں جن میں حکومت کے اعلانات، عوامی ردعمل، اجلاس کی کارروائی اور متعلقہ حکام کے بیانات شامل ہیں۔ بقیہ خبر کا متن جاری ہے اور اس حصے میں تفصیلات شائع کی گئی ہیں جن میں حکومت کے اعلانات، عوامی ردعمل، اجلاس کی کارروائی اور متعلقہ حکام کے بیانات شامل ہیں۔ بقیہ خبر کا متن جاری ہے اور اس حصے میں تفصیلات شائع کی گئی ہیں جن میں حکومت کے اعلانات، عوامی ردعمل، اجلاس کی کارروائی اور متعلقہ حکام کے بیانات شامل ہیں۔ بقیہ خبر کا متن جاری ہے اور اس حصے میں تفصیلات شائع کی گئی ہیں جن میں حکومت کے اعلانات، عوامی ردعمل، اجلاس کی کارروائی اور متعلقہ حکام کے بیانات شامل ہیں۔ بقیہ خبر کا متن جاری ہے اور اس حصے میں تفصیلات شائع کی گئی ہیں جن میں حکومت کے اعلانات، عوامی ردعمل، اجلاس کی کارروائی اور متعلقہ حکام کے بیانات شامل ہیں۔ بقیہ خبر کا متن جاری ہے اور اس حصے میں تفصیلات شائع کی گئی ہیں جن میں حکومت کے اعلانات، عوامی ردعمل، اجلاس کی کارروائی اور متعلقہ حکام کے بیانات شامل ہیں۔ بقیہ خبر کا متن جاری ہے اور اس حصے میں تفصیلات شائع کی گئی ہیں جن میں حکومت کے اعلانات، عوامی ردعمل، اجلاس کی کارروائی اور متعلقہ حکام کے بیانات شامل ہیں۔ بقیہ خبر کا متن جاری ہے اور اس حصے میں تفصیلات شائع کی گئی ہیں جن میں حکومت کے اعلانات، عوامی ردعمل، اجلاس کی کارروائی اور متعلقہ حکام کے بیانات شامل ہیں۔ بقیہ خبر کا متن جاری ہے اور اس حصے میں تفصیلات شائع کی گئی ہیں جن میں حکومت کے اعلانات، عوامی ردعمل، اجلاس کی کارروائی اور متعلقہ حکام کے بیانات شامل ہیں۔: [750, 1162, 1064, 1339]
story-305: [407, 1160, 722, 1375]
story-105: [1092, 1432, 1407, 1668]
story-divider: [1092, 1427, 1407, 1428]
story-107: [1092, 1839, 1407, 2033]
story-text: بقیہ خبر کا متن جاری ہے اور اس حصے میں تفصیلات شائع کی گئی ہیں جن میں حکومت کے اعلانات، عوامی ردعمل، اجلاس کی کارروائی اور متعلقہ حکام کے بیانات شامل ہیں۔ بقیہ خبر کا متن جاری ہے اور اس حصے میں تفصیلات شائع کی گئی ہیں جن میں حکومت کے اعلانات، عوامی ردعمل، اجلاس کی کارروائی اور متعلقہ حکام کے بیانات شامل ہیں۔ بقیہ خبر کا متن جاری ہے اور اس حصے میں تفصیلات شائع کی گئی ہیں جن میں حکومت کے اعلانات، عوامی ردعمل، اجلاس کی کارروائی اور متعلقہ حکام کے بیانات شامل ہیں۔ بقیہ خبر کا متن جاری ہے اور اس حصے میں تفصیلات شائع کی گئی ہیں جن میں حکومت کے اعلانات، عوامی ردعمل، اجلاس کی کارروائی اور متعلقہ حکام کے بیانات شامل ہیں۔ بقیہ خبر کا متن جاری ہے اور اس حصے میں تفصیلات شائع کی گئی ہیں جن میں حکومت کے اعلانات، عوامی ردعمل، اجلاس کی کارروائی اور متعلقہ حکام کے بیانات شامل ہیں۔ بقیہ خبر کا متن جاری ہے اور اس حصے میں تفصیلات شائع کی گئی ہیں جن میں حکومت کے اعلانات، عوامی ردعمل، اجلاس کی کارروائی اور متعلقہ حکام کے بیانات شامل ہیں۔ بقیہ خبر کا متن جاری ہے اور اس حصے میں تفصیلات شائع کی گئی ہیں جن میں حکومت کے اعلانات، عوامی ردعمل، اجلاس کی کارروائی اور متعلقہ حکام کے بیانات شامل ہیں۔ بقیہ خبر کا متن جاری ہے اور اس حصے میں تفصیلات شائع کی گئی ہیں جن میں حکومت کے اعلانات، عوامی ردعمل، اجلاس کی کارروائی اور متعلقہ حکام کے بیانات شامل ہیں۔ بقیہ خبر کا متن جاری ہے اور اس حصے میں تفصیلات شائع کی گئی ہیں جن میں حکومت کے اعلانات، عوامی ردعمل، اجلاس کی کارروائی اور متعلقہ حکام کے بیانات شامل ہیں۔ بقیہ خبر کا متن جاری ہے اور اس حصے میں تفصیلات شائع کی گئی ہیں جن میں حکومت کے اعلانات، عوامی ردعمل، اجلاس کی کارروائی اور متعلقہ حکام کے بیانات شامل ہیں۔: [1092, 1852, 1407, 2029]
section-title-english: CONTINUATIONS: [1226, 115, 1372, 134]
story-number: 208: [1047, 1838, 1064, 1850]
story-number: 104: [1389, 1192, 1407, 1204]
story-304: [407, 920, 722, 1156]
story-number: 201: [1047, 452, 1064, 464]
story-number: 501: [362, 420, 380, 432]
story-300: [407, 148, 722, 395]
story-200: [750, 148, 1064, 447]
story-divider: [407, 1155, 722, 1156]
story-text: بقیہ خبر کا متن جاری ہے اور اس حصے میں تفصیلات شائع کی گئی ہیں جن میں حکومت کے اعلانات، عوامی ردعمل، اجلاس کی کارروائی اور متعلقہ حکام کے بیانات شامل ہیں۔ بقیہ خبر کا متن جاری ہے اور اس حصے میں تفصیلات شائع کی گئی ہیں جن میں حکومت کے اعلانات، عوامی ردعمل، اجلاس کی کارروائی اور متعلقہ حکام کے بیانات شامل ہیں۔ بقیہ خبر کا متن جاری ہے اور اس حصے میں تفصیلات شائع کی گئی ہیں جن میں حکومت کے اعلانات، عوامی ردعمل، اجلاس کی کارروائی اور متعلقہ حکام کے بیانات شامل ہیں۔ بقیہ خبر کا متن جاری ہے اور اس حصے میں تفصیلات شائع کی گئی ہیں جن میں حکومت کے اعلانات، عوامی ردعمل، اجلاس کی کارروائی اور متعلقہ حکام کے بیانات شامل ہیں۔ بقیہ خبر کا متن جاری ہے اور اس حصے میں تفصیلات شائع کی گئی ہیں جن میں حکومت کے اعلانات، عوامی ردعمل، اجلاس کی کارروائی اور متعلقہ حکام کے بیانات شامل ہیں۔ بقیہ خبر کا متن جاری ہے اور اس حصے میں تفصیلات شائع کی گئی ہیں جن میں حکومت کے اعلانات، عوامی ردعمل، اجلاس کی کارروائی اور متعلقہ حکام کے بیانات شامل ہیں۔ بقیہ خبر کا متن جاری ہے اور اس حصے میں تفصیلات شائع کی گئی ہیں جن میں حکومت کے اعلانات، عوامی ردعمل، اجلاس کی کارروائی اور متعلقہ حکام کے بیانات شامل ہیں۔ بقیہ خبر کا متن جاری ہے اور اس حصے میں تفصیلات شائع کی گئی ہیں جن میں حکومت کے اعلانات، عوامی ردعمل، اجلاس کی کارروائی اور متعلقہ حکام کے بیانات شامل ہیں۔ بقیہ خبر کا متن جاری ہے اور اس حصے میں تفصیلات شائع کی گئی ہیں جن میں حکومت کے اعلانات، عوامی ردعمل، اجلاس کی کارروائی اور متعلقہ حکام کے بیانات شامل ہیں۔ بقیہ خبر کا متن جاری ہے اور اس حصے میں تفصیلات شائع کی گئی ہیں جن میں حکومت کے اعلانات، عوامی ردعمل، اجلاس کی کارروائی اور متعلقہ حکام کے بیانات شامل ہیں۔: [65, 1423, 380, 1600]
story-312: [407, 2400, 722, 2479]
page-number-badge: 08: [1385, 85, 1429, 130]
story-number: 207: [1047, 1598, 1064, 1610]
story-number: 505: [362, 1212, 380, 1224]
story-number: 508: [362, 1744, 380, 1756]
story-text: بقیہ خبر کا متن جاری ہے اور اس حصے میں تفصیلات شائع کی گئی ہیں جن میں حکومت کے اعلانات، عوامی ردعمل، اجلاس کی کارروائی اور متعلقہ حکام کے بیانات شامل ہیں۔ بقیہ خبر کا متن جاری ہے اور اس حصے میں تفصیلات شائع کی گئی ہیں جن میں حکومت کے اعلانات، عوامی ردعمل، اجلاس کی کارروائی اور متعلقہ حکام کے بیانات شامل ہیں۔ بقیہ خبر کا متن جاری ہے اور اس حصے میں تفصیلات شائع کی گئی ہیں جن میں حکومت کے اعلانات، عوامی ردعمل، اجلاس کی کارروائی اور متعلقہ حکام کے بیانات شامل ہیں۔ بقیہ خبر کا متن جاری ہے اور اس حصے میں تفصیلات شائع کی گئی ہیں جن میں حکومت کے اعلانات، عوامی ردعمل، اجلاس کی کارروائی اور متعلقہ حکام کے بیانات شامل ہیں۔ بقیہ خبر کا متن جاری ہے اور اس حصے میں تفصیلات شائع کی گئی ہیں جن میں حکومت کے اعلانات، عوامی ردعمل، اجلاس کی کارروائی اور متعلقہ حکام کے بیانات شامل ہیں۔ بقیہ خبر کا متن جاری ہے اور اس حصے میں تفصیلات شائع کی گئی ہیں جن میں حکومت کے اعلانات، عوامی ردعمل، اجلاس کی کارروائی اور متعلقہ حکام کے بیانات شامل ہیں۔ بقیہ خبر کا متن جاری ہے اور اس حصے میں تفصیلات شائع کی گئی ہیں جن میں حکومت کے اعلانات، عوامی ردعمل، اجلاس کی کارروائی اور متعلقہ حکام کے بیانات شامل ہیں۔ بقیہ خبر کا متن جاری ہے اور اس حصے میں تفصیلات شائع کی گئی ہیں جن میں حکومت کے اعلانات، عوامی ردعمل، اجلاس کی کارروائی اور متعلقہ حکام کے بیانات شامل ہیں۔ بقیہ خبر کا متن جاری ہے اور اس حصے میں تفصیلات شائع کی گئی ہیں جن میں حکومت کے اعلانات، عوامی ردعمل، اجلاس کی کارروائی اور متعلقہ حکام کے بیانات شامل ہیں۔: [1092, 1018, 1407, 1184]
story-text: بقیہ خبر کا متن جاری ہے اور اس حصے میں تفصیلات شائع کی گئی ہیں جن میں حکومت کے اعلانات، عوامی ردعمل، اجلاس کی کارروائی اور متعلقہ حکام کے بیانات شامل ہیں۔ بقیہ خبر کا متن جاری ہے اور اس حصے میں تفصیلات شائع کی گئی ہیں جن میں حکومت کے اعلانات، عوامی ردعمل، اجلاس کی کارروائی اور متعلقہ حکام کے بیانات شامل ہیں۔ بقیہ خبر کا متن جاری ہے اور اس حصے میں تفصیلات شائع کی گئی ہیں جن میں حکومت کے اعلانات، عوامی ردعمل، اجلاس کی کارروائی اور متعلقہ حکام کے بیانات شامل ہیں۔ بقیہ خبر کا متن جاری ہے اور اس حصے میں تفصیلات شائع کی گئی ہیں جن میں حکومت کے اعلانات، عوامی ردعمل، اجلاس کی کارروائی اور متعلقہ حکام کے بیانات شامل ہیں۔ بقیہ خبر کا متن جاری ہے اور اس حصے میں تفصیلات شائع کی گئی ہیں جن میں حکومت کے اعلانات، عوامی ردعمل، اجلاس کی کارروائی اور متعلقہ حکام کے بیانات شامل ہیں۔ بقیہ خبر کا متن جاری ہے اور اس حصے میں تفصیلات شائع کی گئی ہیں جن میں حکومت کے اعلانات، عوامی ردعمل، اجلاس کی کارروائی اور متعلقہ حکام کے بیانات شامل ہیں۔ بقیہ خبر کا متن جاری ہے اور اس حصے میں تفصیلات شائع کی گئی ہیں جن میں حکومت کے اعلانات، عوامی ردعمل، اجلاس کی کارروائی اور متعلقہ حکام کے بیانات شامل ہیں۔ بقیہ خبر کا متن جاری ہے اور اس حصے میں تفصیلات شائع کی گئی ہیں جن میں حکومت کے اعلانات، عوامی ردعمل، اجلاس کی کارروائی اور متعلقہ حکام کے بیانات شامل ہیں۔ بقیہ خبر کا متن جاری ہے اور اس حصے میں تفصیلات شائع کی گئی ہیں جن میں حکومت کے اعلانات، عوامی ردعمل، اجلاس کی کارروائی اور متعلقہ حکام کے بیانات شامل ہیں۔ بقیہ خبر کا متن جاری ہے اور اس حصے میں تفصیلات شائع کی گئی ہیں جن میں حکومت کے اعلانات، عوامی ردعمل، اجلاس کی کارروائی اور متعلقہ حکام کے بیانات شامل ہیں۔: [407, 1392, 722, 1569]
story-302: [407, 513, 722, 780]
page-date: TUESDAY 14 APRIL, 2026: [601, 96, 880, 122]
story-number: 103: [1389, 1005, 1407, 1017]
brand-english: UDAAN: [54, 76, 100, 90]
story-divider: [65, 988, 380, 989]
story-text: بقیہ خبر کا متن جاری ہے اور اس حصے میں تفصیلات شائع کی گئی ہیں جن میں حکومت کے اعلانات، عوامی ردعمل، اجلاس کی کارروائی اور متعلقہ حکام کے بیانات شامل ہیں۔ بقیہ خبر کا متن جاری ہے اور اور متعلقہ حکام کے بیانات شامل ہیں۔: [750, 2246, 1064, 2287]
story-divider: [407, 2145, 722, 2146]
story-311: [407, 2285, 722, 2396]
section-title-urdu: باقیات: [1303, 80, 1372, 110]
column-1: [1092, 148, 1407, 2310]
story-number: 312: [704, 2401, 722, 2412]
story-508: [65, 1744, 380, 1823]
story-text: بقیہ خبر کا متن جاری ہے اور اس حصے میں تفصیلات شائع کی گئی ہیں جن میں حکومت کے اعلانات، عوامی ردعمل، اجلاس کی کارروائی اور متعلقہ حکام کے بیانات شامل ہیں۔ بقیہ خبر کا متن جاری ہے اور اور متعلقہ حکام کے بیانات شامل ہیں۔ بقیہ خبر کا متن جاری ہے اور اس حصے میں تفصیلات شائع کی گئی ہیں جن میں حکومت کے اعلانات، عوامی ردعمل، اجلاس کی کارروائی اور متعلقہ حکام کے بیانات شامل ہیں۔: [1092, 2248, 1407, 2310]
story-number: 210: [1047, 1962, 1064, 1974]
story-divider: [65, 1405, 380, 1406]
masthead: [0, 0, 1481, 139]
story-number: 203: [1047, 889, 1064, 901]
story-number: 306: [704, 1379, 722, 1391]
story-203: [750, 888, 1064, 1051]
story-divider: [1092, 2313, 1407, 2314]
story-504: [65, 993, 380, 1209]
column-4: [65, 148, 380, 2253]
story-211: [750, 2149, 1064, 2228]
story-number: 305: [704, 1160, 722, 1172]
story-text: بقیہ خبر کا متن جاری ہے اور اس حصے میں تفصیلات شائع کی گئی ہیں جن میں حکومت کے اعلانات، عوامی ردعمل، اجلاس کی کارروائی اور متعلقہ حکام کے بیانات شامل ہیں۔: [65, 433, 380, 453]
story-502: [65, 461, 380, 801]
story-500: [65, 148, 380, 416]
story-206: [750, 1347, 1064, 1595]
story-text: بقیہ خبر کا متن جاری ہے اور اس حصے میں تفصیلات شائع کی گئی ہیں جن میں حکومت کے اعلانات، عوامی ردعمل، اجلاس کی کارروائی اور متعلقہ حکام کے بیانات شامل ہیں۔ بقیہ خبر کا متن جاری ہے اور اس حصے میں تفصیلات شائع کی گئی ہیں جن میں حکومت کے اعلانات، عوامی ردعمل، اجلاس کی کارروائی اور متعلقہ حکام کے بیانات شامل ہیں۔ بقیہ خبر کا متن جاری ہے اور اس حصے میں تفصیلات شائع کی گئی ہیں جن میں حکومت کے اعلانات، عوامی ردعمل، اجلاس کی کارروائی اور متعلقہ حکام کے بیانات شامل ہیں۔ بقیہ خبر کا متن جاری ہے اور اس حصے میں تفصیلات شائع کی گئی ہیں جن میں حکومت کے اعلانات، عوامی ردعمل، اجلاس کی کارروائی اور متعلقہ حکام کے بیانات شامل ہیں۔ بقیہ خبر کا متن جاری ہے اور اس حصے میں تفصیلات شائع کی گئی ہیں جن میں حکومت کے اعلانات، عوامی ردعمل، اجلاس کی کارروائی اور متعلقہ حکام کے بیانات شامل ہیں۔ بقیہ خبر کا متن جاری ہے اور اس حصے میں تفصیلات شائع کی گئی ہیں جن میں حکومت کے اعلانات، عوامی ردعمل، اجلاس کی کارروائی اور متعلقہ حکام کے بیانات شامل ہیں۔ بقیہ خبر کا متن جاری ہے اور اس حصے میں تفصیلات شائع کی گئی ہیں جن میں حکومت کے اعلانات، عوامی ردعمل، اجلاس کی کارروائی اور متعلقہ حکام کے بیانات شامل ہیں۔: [750, 756, 1064, 880]
story-210: [750, 1962, 1064, 2146]
story-number: 504: [362, 993, 380, 1005]
story-207: [750, 1597, 1064, 1833]
story-108: [1092, 2037, 1407, 2231]
story-number: 507: [362, 1608, 380, 1620]
story-divider: [750, 1145, 1064, 1146]
story-number: 503: [362, 805, 380, 817]
story-text: بقیہ خبر کا متن جاری ہے اور اس حصے میں تفصیلات شائع کی گئی ہیں جن میں حکومت کے اعلانات، عوامی ردعمل، اجلاس کی کارروائی اور متعلقہ حکام کے بیانات شامل ہیں۔ بقیہ خبر کا متن جاری ہے اور اس حصے میں تفصیلات شائع کی گئی ہیں جن میں حکومت کے اعلانات، عوامی ردعمل، اجلاس کی کارروائی اور متعلقہ حکام کے بیانات شامل ہیں۔ بقیہ خبر کا متن جاری ہے اور اس حصے میں تفصیلات شائع کی گئی ہیں جن میں حکومت کے اعلانات، عوامی ردعمل، اجلاس کی کارروائی اور متعلقہ حکام کے بیانات شامل ہیں۔ بقیہ خبر کا متن جاری ہے اور اس حصے میں تفصیلات شائع کی گئی ہیں جن میں حکومت کے اعلانات، عوامی ردعمل، اجلاس کی کارروائی اور متعلقہ حکام کے بیانات شامل ہیں۔ بقیہ خبر کا متن جاری ہے اور اس حصے میں تفصیلات شائع کی گئی ہیں جن میں حکومت کے اعلانات، عوامی ردعمل، اجلاس کی کارروائی اور متعلقہ حکام کے بیانات شامل ہیں۔ بقیہ خبر کا متن جاری ہے اور اس حصے میں تفصیلات شائع کی گئی ہیں جن میں حکومت کے اعلانات، عوامی ردعمل، اجلاس کی کارروائی اور متعلقہ حکام کے بیانات شامل ہیں۔ بقیہ خبر کا متن جاری ہے اور اس حصے میں تفصیلات شائع کی گئی ہیں جن میں حکومت کے اعلانات، عوامی ردعمل، اجلاس کی کارروائی اور متعلقہ حکام کے بیانات شامل ہیں۔ بقیہ خبر کا متن جاری ہے اور اس حصے میں تفصیلات شائع کی گئی ہیں جن میں حکومت کے اعلانات، عوامی ردعمل، اجلاس کی کارروائی اور متعلقہ حکام کے بیانات شامل ہیں۔ بقیہ خبر کا متن جاری ہے اور اس حصے میں تفصیلات شائع کی گئی ہیں جن میں حکومت کے اعلانات، عوامی ردعمل، اجلاس کی کارروائی اور متعلقہ حکام کے بیانات شامل ہیں۔ بقیہ خبر کا متن جاری ہے اور اس حصے میں تفصیلات شائع کی گئی ہیں جن میں حکومت کے اعلانات، عوامی ردعمل، اجلاس کی کارروائی اور متعلقہ حکام کے بیانات شامل ہیں۔ بقیہ خبر کا متن جاری ہے اور اس حصے میں تفصیلات شائع کی گئی ہیں جن میں حکومت کے اعلانات، عوامی ردعمل، اجلاس کی کارروائی اور متعلقہ حکام کے بیانات شامل ہیں۔ بقیہ خبر کا متن جاری ہے اور اس حصے میں تفصیلات شائع کی گئی ہیں جن میں حکومت کے اعلانات، عوامی ردعمل، اجلاس کی کارروائی اور متعلقہ حکام کے بیانات شامل ہیں۔ بقیہ خبر کا متن جاری ہے اور اس حصے میں تفصیلات شائع کی گئی ہیں جن میں حکومت کے اعلانات، عوامی ردعمل، اجلاس کی کارروائی اور متعلقہ حکام کے بیانات شامل ہیں۔ بقیہ خبر کا متن جاری ہے اور اس حصے میں تفصیلات شائع کی گئی ہیں جن میں حکومت کے اعلانات، عوامی ردعمل، اجلاس کی کارروائی اور متعلقہ حکام کے بیانات شامل ہیں۔ بقیہ خبر کا متن جاری ہے اور اس حصے میں تفصیلات شائع کی گئی ہیں جن میں حکومت کے اعلانات، عوامی ردعمل، اجلاس کی کارروائی اور متعلقہ حکام کے بیانات شامل ہیں۔ بقیہ خبر کا متن جاری ہے اور اس حصے میں تفصیلات شائع کی گئی ہیں جن میں حکومت کے اعلانات، عوامی ردعمل، اجلاس کی کارروائی اور متعلقہ حکام کے بیانات شامل ہیں۔ بقیہ خبر کا متن جاری ہے اور اس حصے میں تفصیلات شائع کی گئی ہیں جن میں حکومت کے اعلانات، عوامی ردعمل، اجلاس کی کارروائی اور متعلقہ حکام کے بیانات شامل ہیں۔ بقیہ خبر کا متن جاری ہے اور اس حصے میں تفصیلات شائع کی گئی ہیں جن میں حکومت کے اعلانات، عوامی ردعمل، اجلاس کی کارروائی اور متعلقہ حکام کے بیانات شامل ہیں۔: [65, 1840, 380, 2163]
story-text: بقیہ خبر کا متن جاری ہے اور اس حصے میں تفصیلات شائع کی گئی ہیں جن میں حکومت کے اعلانات، عوامی ردعمل، اجلاس کی کارروائی اور متعلقہ حکام کے بیانات شامل ہیں۔ بقیہ خبر کا متن جاری ہے اور اس حصے میں تفصیلات شائع کی گئی ہیں جن میں حکومت کے اعلانات، عوامی ردعمل، اجلاس کی کارروائی اور متعلقہ حکام کے بیانات شامل ہیں۔ بقیہ خبر کا متن جاری ہے اور اس حصے میں تفصیلات شائع کی گئی ہیں جن میں حکومت کے اعلانات، عوامی ردعمل، اجلاس کی کارروائی اور متعلقہ حکام کے بیانات شامل ہیں۔ بقیہ خبر کا متن جاری ہے اور اس حصے میں تفصیلات شائع کی گئی ہیں جن میں حکومت کے اعلانات، عوامی ردعمل، اجلاس کی کارروائی اور متعلقہ حکام کے بیانات شامل ہیں۔ بقیہ خبر کا متن جاری ہے اور اس حصے میں تفصیلات شائع کی گئی ہیں جن میں حکومت کے اعلانات، عوامی ردعمل، اجلاس کی کارروائی اور متعلقہ حکام کے بیانات شامل ہیں۔ بقیہ خبر کا متن جاری ہے اور اس حصے میں تفصیلات شائع کی گئی ہیں جن میں حکومت کے اعلانات، عوامی ردعمل، اجلاس کی کارروائی اور متعلقہ حکام کے بیانات شامل ہیں۔: [407, 798, 722, 912]
story-text: بقیہ خبر کا متن جاری ہے اور اس حصے میں تفصیلات شائع کی گئی ہیں جن میں حکومت کے اعلانات، عوامی ردعمل، اجلاس کی کارروائی اور متعلقہ حکام کے بیانات شامل ہیں۔ بقیہ خبر کا متن جاری ہے اور اس حصے میں تفصیلات شائع کی گئی ہیں جن میں حکومت کے اعلانات، عوامی ردعمل، اجلاس کی کارروائی اور متعلقہ حکام کے بیانات شامل ہیں۔ بقیہ خبر کا متن جاری ہے اور اس حصے میں تفصیلات شائع کی گئی ہیں جن میں حکومت کے اعلانات، عوامی ردعمل، اجلاس کی کارروائی اور متعلقہ حکام کے بیانات شامل ہیں۔ بقیہ خبر کا متن جاری ہے اور اس حصے میں تفصیلات شائع کی گئی ہیں جن میں حکومت کے اعلانات، عوامی ردعمل، اجلاس کی کارروائی اور متعلقہ حکام کے بیانات شامل ہیں۔ بقیہ خبر کا متن جاری ہے اور اس حصے میں تفصیلات شائع کی گئی ہیں جن میں حکومت کے اعلانات، عوامی ردعمل، اجلاس کی کارروائی اور متعلقہ حکام کے بیانات شامل ہیں۔ بقیہ خبر کا متن جاری ہے اور اس حصے میں تفصیلات شائع کی گئی ہیں جن میں حکومت کے اعلانات، عوامی ردعمل، اجلاس کی کارروائی اور متعلقہ حکام کے بیانات شامل ہیں۔ بقیہ خبر کا متن جاری ہے اور اس حصے میں تفصیلات شائع کی گئی ہیں جن میں حکومت کے اعلانات، عوامی ردعمل، اجلاس کی کارروائی اور متعلقہ حکام کے بیانات شامل ہیں۔ بقیہ خبر کا متن جاری ہے اور اس حصے میں تفصیلات شائع کی گئی ہیں جن میں حکومت کے اعلانات، عوامی ردعمل، اجلاس کی کارروائی اور متعلقہ حکام کے بیانات شامل ہیں۔ بقیہ خبر کا متن جاری ہے اور اس حصے میں تفصیلات شائع کی گئی ہیں جن میں حکومت کے اعلانات، عوامی ردعمل، اجلاس کی کارروائی اور متعلقہ حکام کے بیانات شامل ہیں۔ بقیہ خبر کا متن جاری ہے اور اس حصے میں تفصیلات شائع کی گئی ہیں جن میں حکومت کے اعلانات، عوامی ردعمل، اجلاس کی کارروائی اور متعلقہ حکام کے بیانات شامل ہیں۔ بقیہ خبر کا متن جاری ہے اور اس حصے میں تفصیلات شائع کی گئی ہیں جن میں حکومت کے اعلانات، عوامی ردعمل، اجلاس کی کارروائی اور متعلقہ حکام کے بیانات شامل ہیں۔: [407, 1173, 722, 1371]
story-313: [407, 2483, 722, 2520]
story-divider: [407, 394, 722, 395]
story-309: [407, 2035, 722, 2146]
story-divider: [1092, 1834, 1407, 1835]
